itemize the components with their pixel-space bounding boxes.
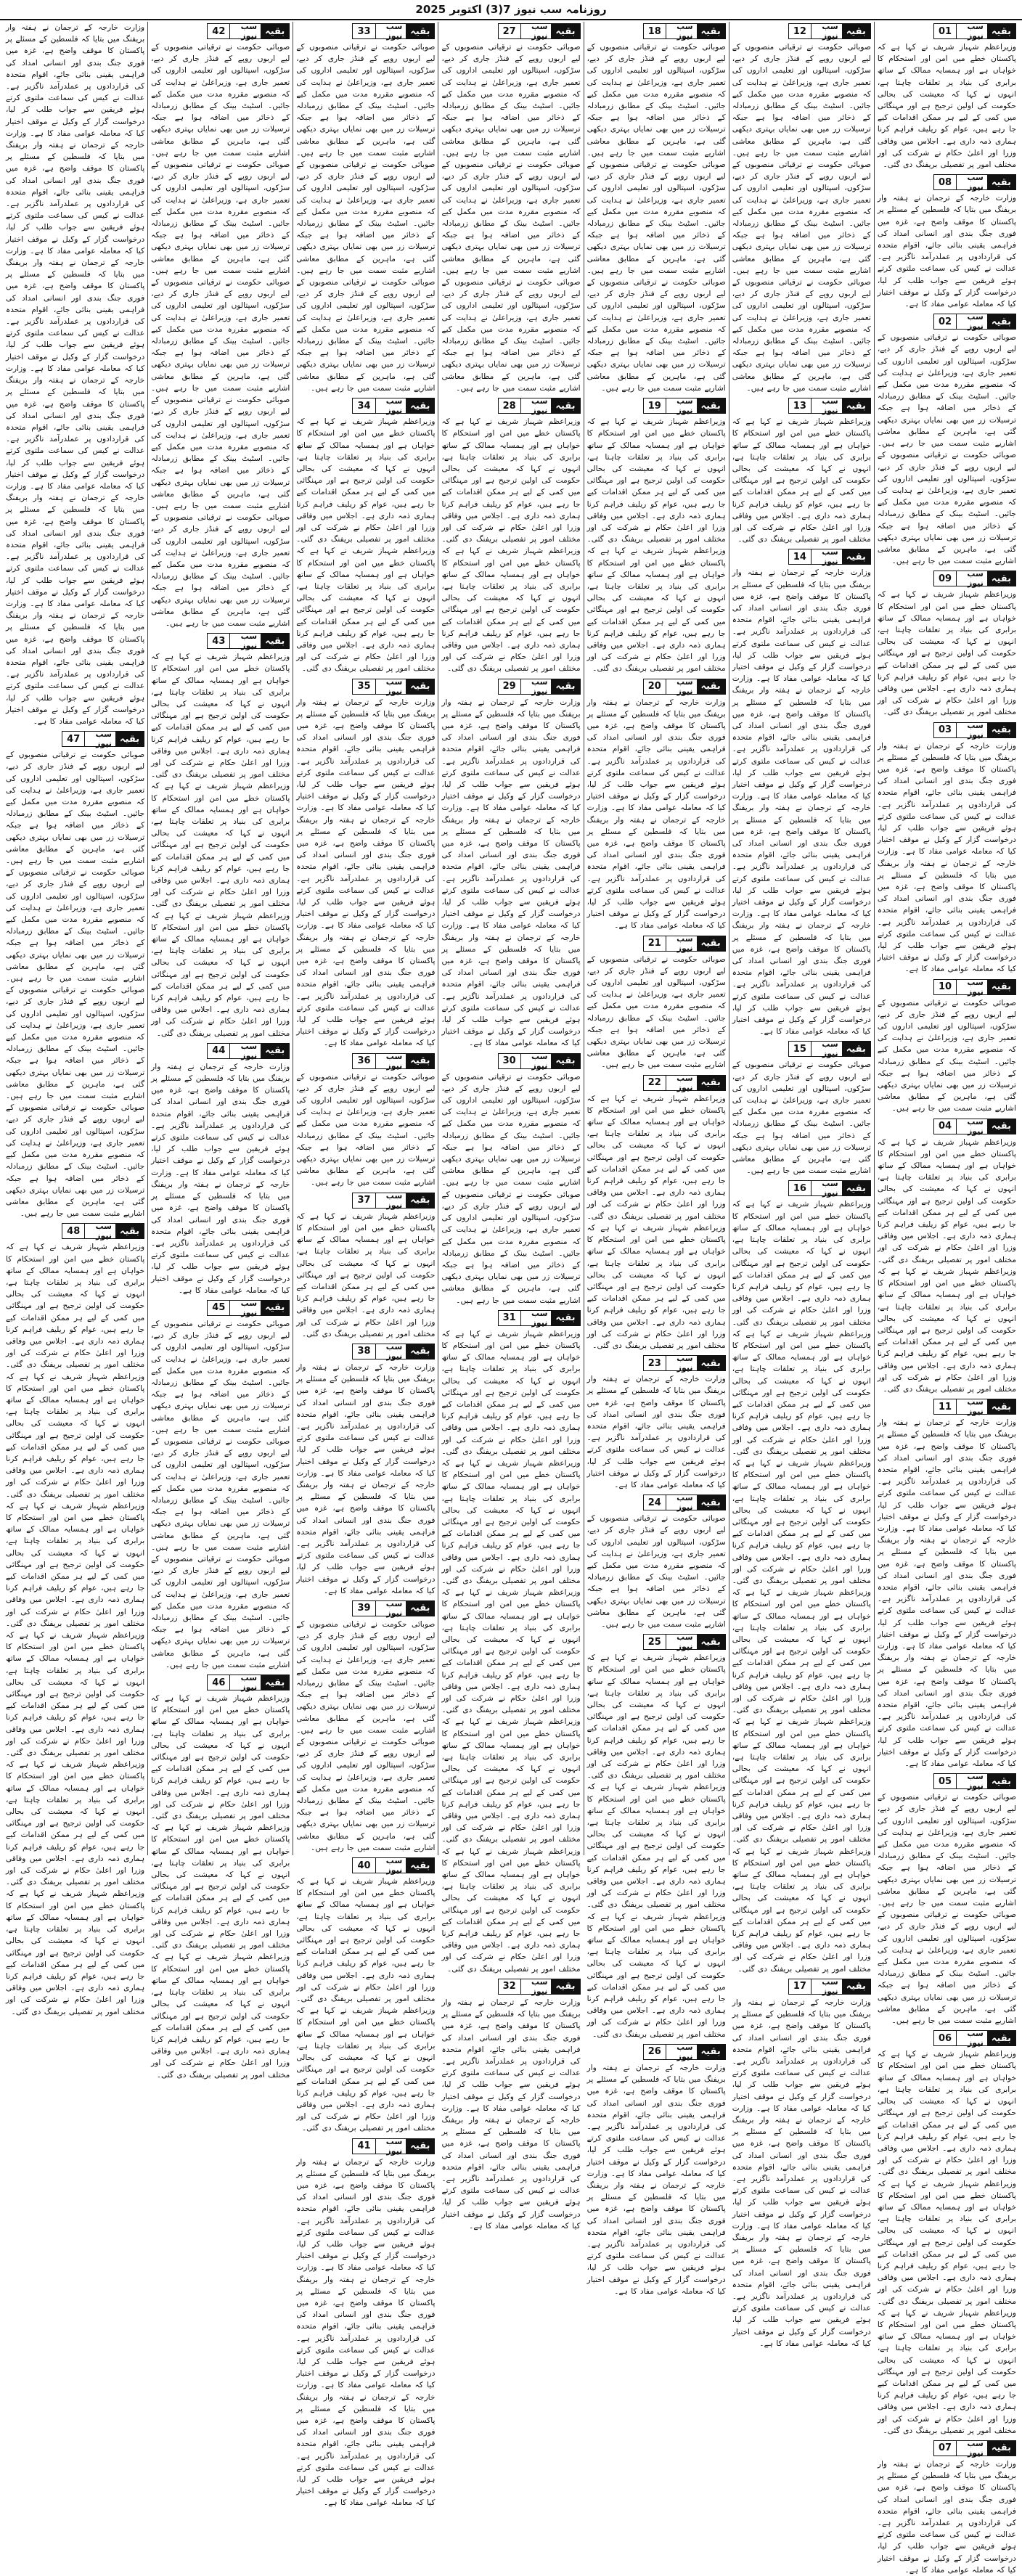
badge-number: 42	[208, 24, 230, 38]
badge-word: بقیہ	[261, 634, 289, 648]
badge-word: بقیہ	[551, 398, 579, 413]
badge-subtitle: سب نیوز	[676, 1354, 693, 1373]
continuation-badge	[788, 23, 871, 39]
continuation-badge	[933, 2030, 1016, 2046]
badge-subtitle: سب نیوز	[967, 1397, 984, 1417]
badge-word: بقیہ	[697, 936, 725, 951]
badge-subtitle: سب نیوز	[95, 1222, 112, 1241]
badge-word: بقیہ	[987, 314, 1015, 329]
badge-number: 33	[353, 24, 375, 38]
badge-number: 38	[353, 1344, 375, 1359]
badge-number: 08	[934, 175, 957, 189]
article-text: وزارت خارجہ کے ترجمان نے ہفتہ وار بریفنگ میں بتایا کہ فلسطین کے مسئلے پر پاکستان کا موقف واضح ہے، غزہ میں فوری جنگ بندی اور انسانی امداد کی فراہمی یقینی بنائی جائے، اقوام متحدہ کی قراردادوں پر عملدرآمد ناگزیر ہے۔ عدالت نے کیس کی سماعت ملتوی کرتے ہوئے فریقین سے جواب طلب کر لیا، درخواست گزار کے وکیل نے موقف اختیار کیا کہ معاملہ عوامی مفاد کا ہے۔	[877, 2459, 1016, 2575]
badge-word: بقیہ	[261, 1301, 289, 1315]
badge-word: بقیہ	[697, 679, 725, 694]
badge-subtitle: سب نیوز	[967, 1772, 984, 1791]
badge-number: 18	[644, 24, 666, 38]
continuation-block	[878, 2029, 1016, 2437]
continuation-badge	[643, 1493, 726, 1513]
continuation-block	[441, 22, 580, 394]
badge-subtitle: سب نیوز	[240, 631, 258, 651]
article-text: صوبائی حکومت نے ترقیاتی منصوبوں کے لیے اربوں روپے کے فنڈز جاری کر دیے، سڑکوں، اسپتالوں اور تعلیمی اداروں کی تعمیر جاری ہے، وزیراعلیٰ نے ہدایت کی کہ منصوبے مقررہ مدت میں مکمل کیے جائیں۔ اسٹیٹ بینک کے مطابق زرمبادلہ کے ذخائر میں اضافہ ہوا ہے جبکہ ترسیلات زر میں بھی نمایاں بہتری دیکھی گئی ہے، ماہرین کے مطابق معاشی اشاریے مثبت سمت میں جا رہے ہیں۔ صوبائی حکومت نے ترقیاتی منصوبوں کے لیے اربوں روپے کے فنڈز جاری کر دیے، سڑکوں، اسپتالوں اور تعلیمی اداروں کی تعمیر جاری ہے، وزیراعلیٰ نے ہدایت کی کہ منصوبے مقررہ مدت میں مکمل کیے جائیں۔ اسٹیٹ بینک کے مطابق زرمبادلہ کے ذخائر میں اضافہ ہوا ہے جبکہ ترسیلات زر میں بھی نمایاں بہتری دیکھی گئی ہے، ماہرین کے مطابق معاشی اشاریے مثبت سمت میں جا رہے ہیں۔	[441, 1072, 581, 1305]
badge-word: بقیہ	[842, 1181, 870, 1195]
continuation-block	[587, 1354, 726, 1491]
continuation-badge	[352, 1190, 435, 1210]
badge-word: بقیہ	[987, 175, 1015, 189]
badge-number: 07	[934, 2441, 957, 2456]
badge-number: 34	[353, 398, 375, 413]
continuation-block	[6, 1222, 144, 2017]
badge-number: 01	[934, 24, 957, 38]
article-text: صوبائی حکومت نے ترقیاتی منصوبوں کے لیے اربوں روپے کے فنڈز جاری کر دیے، سڑکوں، اسپتالوں اور تعلیمی اداروں کی تعمیر جاری ہے، وزیراعلیٰ نے ہدایت کی کہ منصوبے مقررہ مدت میں مکمل کیے جائیں۔ اسٹیٹ بینک کے مطابق زرمبادلہ کے ذخائر میں اضافہ ہوا ہے جبکہ ترسیلات زر میں بھی نمایاں بہتری دیکھی گئی ہے، ماہرین کے مطابق معاشی اشاریے مثبت سمت میں جا رہے ہیں۔ صوبائی حکومت نے ترقیاتی منصوبوں کے لیے اربوں روپے کے فنڈز جاری کر دیے، سڑکوں، اسپتالوں اور تعلیمی اداروں کی تعمیر جاری ہے، وزیراعلیٰ نے ہدایت کی کہ منصوبے مقررہ مدت میں مکمل کیے جائیں۔ اسٹیٹ بینک کے مطابق زرمبادلہ کے ذخائر میں اضافہ ہوا ہے جبکہ ترسیلات زر میں بھی نمایاں بہتری دیکھی گئی ہے، ماہرین کے مطابق معاشی اشاریے مثبت سمت میں جا رہے ہیں۔ صوبائی حکومت نے ترقیاتی منصوبوں کے لیے اربوں روپے کے فنڈز جاری کر دیے، سڑکوں، اسپتالوں اور تعلیمی اداروں کی تعمیر جاری ہے، وزیراعلیٰ نے ہدایت کی کہ منصوبے مقررہ مدت میں مکمل کیے جائیں۔ اسٹیٹ بینک کے مطابق زرمبادلہ کے ذخائر میں اضافہ ہوا ہے جبکہ ترسیلات زر میں بھی نمایاں بہتری دیکھی گئی ہے، ماہرین کے مطابق معاشی اشاریے مثبت سمت میں جا رہے ہیں۔ صوبائی حکومت نے ترقیاتی منصوبوں کے لیے اربوں روپے کے فنڈز جاری کر دیے، سڑکوں، اسپتالوں اور تعلیمی اداروں کی تعمیر جاری ہے، وزیراعلیٰ نے ہدایت کی کہ منصوبے مقررہ مدت میں مکمل کیے جائیں۔ اسٹیٹ بینک کے مطابق زرمبادلہ کے ذخائر میں اضافہ ہوا ہے جبکہ ترسیلات زر میں بھی نمایاں بہتری دیکھی گئی ہے، ماہرین کے مطابق معاشی اشاریے مثبت سمت میں جا رہے ہیں۔ صوبائی حکومت نے ترقیاتی منصوبوں کے لیے اربوں روپے کے فنڈز جاری کر دیے، سڑکوں، اسپتالوں اور تعلیمی اداروں کی تعمیر جاری ہے، وزیراعلیٰ نے ہدایت کی کہ منصوبے مقررہ مدت میں مکمل کیے جائیں۔ اسٹیٹ بینک کے مطابق زرمبادلہ کے ذخائر میں اضافہ ہوا ہے جبکہ ترسیلات زر میں بھی نمایاں بہتری دیکھی گئی ہے، ماہرین کے مطابق معاشی اشاریے مثبت سمت میں جا رہے ہیں۔	[151, 43, 290, 628]
continuation-block	[732, 1977, 871, 2350]
news-column-3	[584, 22, 729, 2296]
continuation-badge	[498, 676, 581, 696]
badge-subtitle: سب نیوز	[967, 720, 984, 740]
article-text: صوبائی حکومت نے ترقیاتی منصوبوں کے لیے اربوں روپے کے فنڈز جاری کر دیے، سڑکوں، اسپتالوں اور تعلیمی اداروں کی تعمیر جاری ہے، وزیراعلیٰ نے ہدایت کی کہ منصوبے مقررہ مدت میں مکمل کیے جائیں۔ اسٹیٹ بینک کے مطابق زرمبادلہ کے ذخائر میں اضافہ ہوا ہے جبکہ ترسیلات زر میں بھی نمایاں بہتری دیکھی گئی ہے، ماہرین کے مطابق معاشی اشاریے مثبت سمت میں جا رہے ہیں۔ صوبائی حکومت نے ترقیاتی منصوبوں کے لیے اربوں روپے کے فنڈز جاری کر دیے، سڑکوں، اسپتالوں اور تعلیمی اداروں کی تعمیر جاری ہے، وزیراعلیٰ نے ہدایت کی کہ منصوبے مقررہ مدت میں مکمل کیے جائیں۔ اسٹیٹ بینک کے مطابق زرمبادلہ کے ذخائر میں اضافہ ہوا ہے جبکہ ترسیلات زر میں بھی نمایاں بہتری دیکھی گئی ہے، ماہرین کے مطابق معاشی اشاریے مثبت سمت میں جا رہے ہیں۔ صوبائی حکومت نے ترقیاتی منصوبوں کے لیے اربوں روپے کے فنڈز جاری کر دیے، سڑکوں، اسپتالوں اور تعلیمی اداروں کی تعمیر جاری ہے، وزیراعلیٰ نے ہدایت کی کہ منصوبے مقررہ مدت میں مکمل کیے جائیں۔ اسٹیٹ بینک کے مطابق زرمبادلہ کے ذخائر میں اضافہ ہوا ہے جبکہ ترسیلات زر میں بھی نمایاں بہتری دیکھی گئی ہے، ماہرین کے مطابق معاشی اشاریے مثبت سمت میں جا رہے ہیں۔ صوبائی حکومت نے ترقیاتی منصوبوں کے لیے اربوں روپے کے فنڈز جاری کر دیے، سڑکوں، اسپتالوں اور تعلیمی اداروں کی تعمیر جاری ہے، وزیراعلیٰ نے ہدایت کی کہ منصوبے مقررہ مدت میں مکمل کیے جائیں۔ اسٹیٹ بینک کے مطابق زرمبادلہ کے ذخائر میں اضافہ ہوا ہے جبکہ ترسیلات زر میں بھی نمایاں بہتری دیکھی گئی ہے، ماہرین کے مطابق معاشی اشاریے مثبت سمت میں جا رہے ہیں۔	[6, 751, 145, 1219]
article-text: وزارت خارجہ کے ترجمان نے ہفتہ وار بریفنگ میں بتایا کہ فلسطین کے مسئلے پر پاکستان کا موقف واضح ہے، غزہ میں فوری جنگ بندی اور انسانی امداد کی فراہمی یقینی بنائی جائے، اقوام متحدہ کی قراردادوں پر عملدرآمد ناگزیر ہے۔ عدالت نے کیس کی سماعت ملتوی کرتے ہوئے فریقین سے جواب طلب کر لیا، درخواست گزار کے وکیل نے موقف اختیار کیا کہ معاملہ عوامی مفاد کا ہے۔ وزارت خارجہ کے ترجمان نے ہفتہ وار بریفنگ میں بتایا کہ فلسطین کے مسئلے پر پاکستان کا موقف واضح ہے، غزہ میں فوری جنگ بندی اور انسانی امداد کی فراہمی یقینی بنائی جائے، اقوام متحدہ کی قراردادوں پر عملدرآمد ناگزیر ہے۔ عدالت نے کیس کی سماعت ملتوی کرتے ہوئے فریقین سے جواب طلب کر لیا، درخواست گزار کے وکیل نے موقف اختیار کیا کہ معاملہ عوامی مفاد کا ہے۔ وزارت خارجہ کے ترجمان نے ہفتہ وار بریفنگ میں بتایا کہ فلسطین کے مسئلے پر پاکستان کا موقف واضح ہے، غزہ میں فوری جنگ بندی اور انسانی امداد کی فراہمی یقینی بنائی جائے، اقوام متحدہ کی قراردادوں پر عملدرآمد ناگزیر ہے۔ عدالت نے کیس کی سماعت ملتوی کرتے ہوئے فریقین سے جواب طلب کر لیا، درخواست گزار کے وکیل نے موقف اختیار کیا کہ معاملہ عوامی مفاد کا ہے۔	[296, 2157, 436, 2508]
badge-subtitle: سب نیوز	[967, 173, 984, 192]
continuation-badge	[498, 1310, 581, 1326]
article-text: وزارت خارجہ کے ترجمان نے ہفتہ وار بریفنگ میں بتایا کہ فلسطین کے مسئلے پر پاکستان کا موقف واضح ہے، غزہ میں فوری جنگ بندی اور انسانی امداد کی فراہمی یقینی بنائی جائے، اقوام متحدہ کی قراردادوں پر عملدرآمد ناگزیر ہے۔ عدالت نے کیس کی سماعت ملتوی کرتے ہوئے فریقین سے جواب طلب کر لیا، درخواست گزار کے وکیل نے موقف اختیار کیا کہ معاملہ عوامی مفاد کا ہے۔ وزارت خارجہ کے ترجمان نے ہفتہ وار بریفنگ میں بتایا کہ فلسطین کے مسئلے پر پاکستان کا موقف واضح ہے، غزہ میں فوری جنگ بندی اور انسانی امداد کی فراہمی یقینی بنائی جائے، اقوام متحدہ کی قراردادوں پر عملدرآمد ناگزیر ہے۔ عدالت نے کیس کی سماعت ملتوی کرتے ہوئے فریقین سے جواب طلب کر لیا، درخواست گزار کے وکیل نے موقف اختیار کیا کہ معاملہ عوامی مفاد کا ہے۔ وزارت خارجہ کے ترجمان نے ہفتہ وار بریفنگ میں بتایا کہ فلسطین کے مسئلے پر پاکستان کا موقف واضح ہے، غزہ میں فوری جنگ بندی اور انسانی امداد کی فراہمی یقینی بنائی جائے، اقوام متحدہ کی قراردادوں پر عملدرآمد ناگزیر ہے۔ عدالت نے کیس کی سماعت ملتوی کرتے ہوئے فریقین سے جواب طلب کر لیا، درخواست گزار کے وکیل نے موقف اختیار کیا کہ معاملہ عوامی مفاد کا ہے۔	[441, 698, 581, 1048]
continuation-badge	[643, 676, 726, 696]
badge-subtitle: سب نیوز	[676, 396, 693, 416]
continuation-block	[587, 22, 726, 394]
continuation-badge	[933, 23, 1016, 39]
badge-word: بقیہ	[987, 1774, 1015, 1788]
badge-subtitle: سب نیوز	[676, 22, 693, 41]
badge-number: 27	[499, 24, 521, 38]
continuation-badge	[352, 676, 435, 696]
badge-word: بقیہ	[406, 1054, 434, 1068]
article-text: صوبائی حکومت نے ترقیاتی منصوبوں کے لیے اربوں روپے کے فنڈز جاری کر دیے، سڑکوں، اسپتالوں اور تعلیمی اداروں کی تعمیر جاری ہے، وزیراعلیٰ نے ہدایت کی کہ منصوبے مقررہ مدت میں مکمل کیے جائیں۔ اسٹیٹ بینک کے مطابق زرمبادلہ کے ذخائر میں اضافہ ہوا ہے جبکہ ترسیلات زر میں بھی نمایاں بہتری دیکھی گئی ہے، ماہرین کے مطابق معاشی اشاریے مثبت سمت میں جا رہے ہیں۔ صوبائی حکومت نے ترقیاتی منصوبوں کے لیے اربوں روپے کے فنڈز جاری کر دیے، سڑکوں، اسپتالوں اور تعلیمی اداروں کی تعمیر جاری ہے، وزیراعلیٰ نے ہدایت کی کہ منصوبے مقررہ مدت میں مکمل کیے جائیں۔ اسٹیٹ بینک کے مطابق زرمبادلہ کے ذخائر میں اضافہ ہوا ہے جبکہ ترسیلات زر میں بھی نمایاں بہتری دیکھی گئی ہے، ماہرین کے مطابق معاشی اشاریے مثبت سمت میں جا رہے ہیں۔	[877, 1793, 1016, 2026]
continuation-block	[296, 1856, 435, 2134]
article-text: صوبائی حکومت نے ترقیاتی منصوبوں کے لیے اربوں روپے کے فنڈز جاری کر دیے، سڑکوں، اسپتالوں اور تعلیمی اداروں کی تعمیر جاری ہے، وزیراعلیٰ نے ہدایت کی کہ منصوبے مقررہ مدت میں مکمل کیے جائیں۔ اسٹیٹ بینک کے مطابق زرمبادلہ کے ذخائر میں اضافہ ہوا ہے جبکہ ترسیلات زر میں بھی نمایاں بہتری دیکھی گئی ہے، ماہرین کے مطابق معاشی اشاریے مثبت سمت میں جا رہے ہیں۔ صوبائی حکومت نے ترقیاتی منصوبوں کے لیے اربوں روپے کے فنڈز جاری کر دیے، سڑکوں، اسپتالوں اور تعلیمی اداروں کی تعمیر جاری ہے، وزیراعلیٰ نے ہدایت کی کہ منصوبے مقررہ مدت میں مکمل کیے جائیں۔ اسٹیٹ بینک کے مطابق زرمبادلہ کے ذخائر میں اضافہ ہوا ہے جبکہ ترسیلات زر میں بھی نمایاں بہتری دیکھی گئی ہے، ماہرین کے مطابق معاشی اشاریے مثبت سمت میں جا رہے ہیں۔ صوبائی حکومت نے ترقیاتی منصوبوں کے لیے اربوں روپے کے فنڈز جاری کر دیے، سڑکوں، اسپتالوں اور تعلیمی اداروں کی تعمیر جاری ہے، وزیراعلیٰ نے ہدایت کی کہ منصوبے مقررہ مدت میں مکمل کیے جائیں۔ اسٹیٹ بینک کے مطابق زرمبادلہ کے ذخائر میں اضافہ ہوا ہے جبکہ ترسیلات زر میں بھی نمایاں بہتری دیکھی گئی ہے، ماہرین کے مطابق معاشی اشاریے مثبت سمت میں جا رہے ہیں۔	[441, 43, 581, 393]
continuation-block	[878, 22, 1016, 171]
article-text: وزیراعظم شہباز شریف نے کہا ہے کہ پاکستان خطے میں امن اور استحکام کا خواہاں ہے اور ہمسایہ ممالک کے ساتھ برابری کی بنیاد پر تعلقات چاہتا ہے، انہوں نے کہا کہ معیشت کی بحالی حکومت کی اولین ترجیح ہے اور مہنگائی میں کمی کے لیے ہر ممکن اقدامات کیے جا رہے ہیں، عوام کو ریلیف فراہم کرنا ہماری ذمہ داری ہے۔ اجلاس میں وفاقی وزرا اور اعلیٰ حکام نے شرکت کی اور مختلف امور پر تفصیلی بریفنگ دی گئی۔ وزیراعظم شہباز شریف نے کہا ہے کہ پاکستان خطے میں امن اور استحکام کا خواہاں ہے اور ہمسایہ ممالک کے ساتھ برابری کی بنیاد پر تعلقات چاہتا ہے، انہوں نے کہا کہ معیشت کی بحالی حکومت کی اولین ترجیح ہے اور مہنگائی میں کمی کے لیے ہر ممکن اقدامات کیے جا رہے ہیں، عوام کو ریلیف فراہم کرنا ہماری ذمہ داری ہے۔ اجلاس میں وفاقی وزرا اور اعلیٰ حکام نے شرکت کی اور مختلف امور پر تفصیلی بریفنگ دی گئی۔	[441, 417, 581, 674]
badge-subtitle: سب نیوز	[385, 396, 403, 416]
continuation-badge	[933, 979, 1016, 995]
badge-number: 39	[353, 1601, 375, 1616]
badge-word: بقیہ	[697, 1356, 725, 1370]
badge-number: 03	[934, 723, 957, 737]
badge-subtitle: سب نیوز	[240, 22, 258, 41]
badge-word: بقیہ	[987, 24, 1015, 38]
badge-word: بقیہ	[261, 1675, 289, 1690]
news-column-1	[874, 22, 1019, 2575]
article-text: صوبائی حکومت نے ترقیاتی منصوبوں کے لیے اربوں روپے کے فنڈز جاری کر دیے، سڑکوں، اسپتالوں اور تعلیمی اداروں کی تعمیر جاری ہے، وزیراعلیٰ نے ہدایت کی کہ منصوبے مقررہ مدت میں مکمل کیے جائیں۔ اسٹیٹ بینک کے مطابق زرمبادلہ کے ذخائر میں اضافہ ہوا ہے جبکہ ترسیلات زر میں بھی نمایاں بہتری دیکھی گئی ہے، ماہرین کے مطابق معاشی اشاریے مثبت سمت میں جا رہے ہیں۔ صوبائی حکومت نے ترقیاتی منصوبوں کے لیے اربوں روپے کے فنڈز جاری کر دیے، سڑکوں، اسپتالوں اور تعلیمی اداروں کی تعمیر جاری ہے، وزیراعلیٰ نے ہدایت کی کہ منصوبے مقررہ مدت میں مکمل کیے جائیں۔ اسٹیٹ بینک کے مطابق زرمبادلہ کے ذخائر میں اضافہ ہوا ہے جبکہ ترسیلات زر میں بھی نمایاں بہتری دیکھی گئی ہے، ماہرین کے مطابق معاشی اشاریے مثبت سمت میں جا رہے ہیں۔ صوبائی حکومت نے ترقیاتی منصوبوں کے لیے اربوں روپے کے فنڈز جاری کر دیے، سڑکوں، اسپتالوں اور تعلیمی اداروں کی تعمیر جاری ہے، وزیراعلیٰ نے ہدایت کی کہ منصوبے مقررہ مدت میں مکمل کیے جائیں۔ اسٹیٹ بینک کے مطابق زرمبادلہ کے ذخائر میں اضافہ ہوا ہے جبکہ ترسیلات زر میں بھی نمایاں بہتری دیکھی گئی ہے، ماہرین کے مطابق معاشی اشاریے مثبت سمت میں جا رہے ہیں۔	[296, 43, 436, 393]
continuation-block	[878, 2439, 1016, 2576]
badge-number: 47	[62, 732, 85, 746]
badge-number: 32	[499, 1979, 521, 1994]
article-text: صوبائی حکومت نے ترقیاتی منصوبوں کے لیے اربوں روپے کے فنڈز جاری کر دیے، سڑکوں، اسپتالوں اور تعلیمی اداروں کی تعمیر جاری ہے، وزیراعلیٰ نے ہدایت کی کہ منصوبے مقررہ مدت میں مکمل کیے جائیں۔ اسٹیٹ بینک کے مطابق زرمبادلہ کے ذخائر میں اضافہ ہوا ہے جبکہ ترسیلات زر میں بھی نمایاں بہتری دیکھی گئی ہے، ماہرین کے مطابق معاشی اشاریے مثبت سمت میں جا رہے ہیں۔ صوبائی حکومت نے ترقیاتی منصوبوں کے لیے اربوں روپے کے فنڈز جاری کر دیے، سڑکوں، اسپتالوں اور تعلیمی اداروں کی تعمیر جاری ہے، وزیراعلیٰ نے ہدایت کی کہ منصوبے مقررہ مدت میں مکمل کیے جائیں۔ اسٹیٹ بینک کے مطابق زرمبادلہ کے ذخائر میں اضافہ ہوا ہے جبکہ ترسیلات زر میں بھی نمایاں بہتری دیکھی گئی ہے، ماہرین کے مطابق معاشی اشاریے مثبت سمت میں جا رہے ہیں۔ صوبائی حکومت نے ترقیاتی منصوبوں کے لیے اربوں روپے کے فنڈز جاری کر دیے، سڑکوں، اسپتالوں اور تعلیمی اداروں کی تعمیر جاری ہے، وزیراعلیٰ نے ہدایت کی کہ منصوبے مقررہ مدت میں مکمل کیے جائیں۔ اسٹیٹ بینک کے مطابق زرمبادلہ کے ذخائر میں اضافہ ہوا ہے جبکہ ترسیلات زر میں بھی نمایاں بہتری دیکھی گئی ہے، ماہرین کے مطابق معاشی اشاریے مثبت سمت میں جا رہے ہیں۔	[732, 43, 871, 393]
continuation-block	[587, 677, 726, 932]
article-text: وزیراعظم شہباز شریف نے کہا ہے کہ پاکستان خطے میں امن اور استحکام کا خواہاں ہے اور ہمسایہ ممالک کے ساتھ برابری کی بنیاد پر تعلقات چاہتا ہے، انہوں نے کہا کہ معیشت کی بحالی حکومت کی اولین ترجیح ہے اور مہنگائی میں کمی کے لیے ہر ممکن اقدامات کیے جا رہے ہیں، عوام کو ریلیف فراہم کرنا ہماری ذمہ داری ہے۔ اجلاس میں وفاقی وزرا اور اعلیٰ حکام نے شرکت کی اور مختلف امور پر تفصیلی بریفنگ دی گئی۔ وزیراعظم شہباز شریف نے کہا ہے کہ پاکستان خطے میں امن اور استحکام کا خواہاں ہے اور ہمسایہ ممالک کے ساتھ برابری کی بنیاد پر تعلقات چاہتا ہے، انہوں نے کہا کہ معیشت کی بحالی حکومت کی اولین ترجیح ہے اور مہنگائی میں کمی کے لیے ہر ممکن اقدامات کیے جا رہے ہیں، عوام کو ریلیف فراہم کرنا ہماری ذمہ داری ہے۔ اجلاس میں وفاقی وزرا اور اعلیٰ حکام نے شرکت کی اور مختلف امور پر تفصیلی بریفنگ دی گئی۔ وزیراعظم شہباز شریف نے کہا ہے کہ پاکستان خطے میں امن اور استحکام کا خواہاں ہے اور ہمسایہ ممالک کے ساتھ برابری کی بنیاد پر تعلقات چاہتا ہے، انہوں نے کہا کہ معیشت کی بحالی حکومت کی اولین ترجیح ہے اور مہنگائی میں کمی کے لیے ہر ممکن اقدامات کیے جا رہے ہیں، عوام کو ریلیف فراہم کرنا ہماری ذمہ داری ہے۔ اجلاس میں وفاقی وزرا اور اعلیٰ حکام نے شرکت کی اور مختلف امور پر تفصیلی بریفنگ دی گئی۔	[151, 1694, 290, 2080]
continuation-badge	[643, 933, 726, 953]
continuation-badge	[207, 1043, 290, 1059]
continuation-block	[587, 1632, 726, 2040]
badge-word: بقیہ	[551, 1054, 579, 1068]
badge-subtitle: سب نیوز	[531, 1308, 548, 1328]
continuation-block	[441, 1052, 580, 1307]
article-text: وزیراعظم شہباز شریف نے کہا ہے کہ پاکستان خطے میں امن اور استحکام کا خواہاں ہے اور ہمسایہ ممالک کے ساتھ برابری کی بنیاد پر تعلقات چاہتا ہے، انہوں نے کہا کہ معیشت کی بحالی حکومت کی اولین ترجیح ہے اور مہنگائی میں کمی کے لیے ہر ممکن اقدامات کیے جا رہے ہیں، عوام کو ریلیف فراہم کرنا ہماری ذمہ داری ہے۔ اجلاس میں وفاقی وزرا اور اعلیٰ حکام نے شرکت کی اور مختلف امور پر تفصیلی بریفنگ دی گئی۔	[877, 43, 1016, 170]
article-text: وزارت خارجہ کے ترجمان نے ہفتہ وار بریفنگ میں بتایا کہ فلسطین کے مسئلے پر پاکستان کا موقف واضح ہے، غزہ میں فوری جنگ بندی اور انسانی امداد کی فراہمی یقینی بنائی جائے، اقوام متحدہ کی قراردادوں پر عملدرآمد ناگزیر ہے۔ عدالت نے کیس کی سماعت ملتوی کرتے ہوئے فریقین سے جواب طلب کر لیا، درخواست گزار کے وکیل نے موقف اختیار کیا کہ معاملہ عوامی مفاد کا ہے۔ وزارت خارجہ کے ترجمان نے ہفتہ وار بریفنگ میں بتایا کہ فلسطین کے مسئلے پر پاکستان کا موقف واضح ہے، غزہ میں فوری جنگ بندی اور انسانی امداد کی فراہمی یقینی بنائی جائے، اقوام متحدہ کی قراردادوں پر عملدرآمد ناگزیر ہے۔ عدالت نے کیس کی سماعت ملتوی کرتے ہوئے فریقین سے جواب طلب کر لیا، درخواست گزار کے وکیل نے موقف اختیار کیا کہ معاملہ عوامی مفاد کا ہے۔ وزارت خارجہ کے ترجمان نے ہفتہ وار بریفنگ میں بتایا کہ فلسطین کے مسئلے پر پاکستان کا موقف واضح ہے، غزہ میں فوری جنگ بندی اور انسانی امداد کی فراہمی یقینی بنائی جائے، اقوام متحدہ کی قراردادوں پر عملدرآمد ناگزیر ہے۔ عدالت نے کیس کی سماعت ملتوی کرتے ہوئے فریقین سے جواب طلب کر لیا، درخواست گزار کے وکیل نے موقف اختیار کیا کہ معاملہ عوامی مفاد کا ہے۔	[877, 1418, 1016, 1769]
badge-subtitle: سب نیوز	[385, 1190, 403, 1210]
continuation-badge	[352, 1600, 435, 1616]
continuation-badge	[498, 23, 581, 39]
continuation-block	[587, 396, 726, 674]
badge-number: 23	[644, 1356, 666, 1370]
continuation-block	[296, 1052, 435, 1189]
continuation-badge	[207, 23, 290, 39]
badge-word: بقیہ	[987, 2441, 1015, 2456]
badge-subtitle: سب نیوز	[967, 569, 984, 589]
badge-number: 12	[789, 24, 812, 38]
badge-subtitle: سب نیوز	[240, 1298, 258, 1317]
continuation-block	[151, 1673, 290, 2081]
continuation-block	[296, 677, 435, 1050]
badge-number: 16	[789, 1181, 812, 1195]
continuation-block	[151, 1299, 290, 1671]
continuation-block	[441, 396, 580, 674]
article-text: وزارت خارجہ کے ترجمان نے ہفتہ وار بریفنگ میں بتایا کہ فلسطین کے مسئلے پر پاکستان کا موقف واضح ہے، غزہ میں فوری جنگ بندی اور انسانی امداد کی فراہمی یقینی بنائی جائے، اقوام متحدہ کی قراردادوں پر عملدرآمد ناگزیر ہے۔ عدالت نے کیس کی سماعت ملتوی کرتے ہوئے فریقین سے جواب طلب کر لیا، درخواست گزار کے وکیل نے موقف اختیار کیا کہ معاملہ عوامی مفاد کا ہے۔	[877, 194, 1016, 309]
article-text: وزیراعظم شہباز شریف نے کہا ہے کہ پاکستان خطے میں امن اور استحکام کا خواہاں ہے اور ہمسایہ ممالک کے ساتھ برابری کی بنیاد پر تعلقات چاہتا ہے، انہوں نے کہا کہ معیشت کی بحالی حکومت کی اولین ترجیح ہے اور مہنگائی میں کمی کے لیے ہر ممکن اقدامات کیے جا رہے ہیں، عوام کو ریلیف فراہم کرنا ہماری ذمہ داری ہے۔ اجلاس میں وفاقی وزرا اور اعلیٰ حکام نے شرکت کی اور مختلف امور پر تفصیلی بریفنگ دی گئی۔ وزیراعظم شہباز شریف نے کہا ہے کہ پاکستان خطے میں امن اور استحکام کا خواہاں ہے اور ہمسایہ ممالک کے ساتھ برابری کی بنیاد پر تعلقات چاہتا ہے، انہوں نے کہا کہ معیشت کی بحالی حکومت کی اولین ترجیح ہے اور مہنگائی میں کمی کے لیے ہر ممکن اقدامات کیے جا رہے ہیں، عوام کو ریلیف فراہم کرنا ہماری ذمہ داری ہے۔ اجلاس میں وفاقی وزرا اور اعلیٰ حکام نے شرکت کی اور مختلف امور پر تفصیلی بریفنگ دی گئی۔	[296, 1877, 436, 2133]
article-text: صوبائی حکومت نے ترقیاتی منصوبوں کے لیے اربوں روپے کے فنڈز جاری کر دیے، سڑکوں، اسپتالوں اور تعلیمی اداروں کی تعمیر جاری ہے، وزیراعلیٰ نے ہدایت کی کہ منصوبے مقررہ مدت میں مکمل کیے جائیں۔ اسٹیٹ بینک کے مطابق زرمبادلہ کے ذخائر میں اضافہ ہوا ہے جبکہ ترسیلات زر میں بھی نمایاں بہتری دیکھی گئی ہے، ماہرین کے مطابق معاشی اشاریے مثبت سمت میں جا رہے ہیں۔	[877, 998, 1016, 1113]
article-text: وزیراعظم شہباز شریف نے کہا ہے کہ پاکستان خطے میں امن اور استحکام کا خواہاں ہے اور ہمسایہ ممالک کے ساتھ برابری کی بنیاد پر تعلقات چاہتا ہے، انہوں نے کہا کہ معیشت کی بحالی حکومت کی اولین ترجیح ہے اور مہنگائی میں کمی کے لیے ہر ممکن اقدامات کیے جا رہے ہیں، عوام کو ریلیف فراہم کرنا ہماری ذمہ داری ہے۔ اجلاس میں وفاقی وزرا اور اعلیٰ حکام نے شرکت کی اور مختلف امور پر تفصیلی بریفنگ دی گئی۔ وزیراعظم شہباز شریف نے کہا ہے کہ پاکستان خطے میں امن اور استحکام کا خواہاں ہے اور ہمسایہ ممالک کے ساتھ برابری کی بنیاد پر تعلقات چاہتا ہے، انہوں نے کہا کہ معیشت کی بحالی حکومت کی اولین ترجیح ہے اور مہنگائی میں کمی کے لیے ہر ممکن اقدامات کیے جا رہے ہیں، عوام کو ریلیف فراہم کرنا ہماری ذمہ داری ہے۔ اجلاس میں وفاقی وزرا اور اعلیٰ حکام نے شرکت کی اور مختلف امور پر تفصیلی بریفنگ دی گئی۔ وزیراعظم شہباز شریف نے کہا ہے کہ پاکستان خطے میں امن اور استحکام کا خواہاں ہے اور ہمسایہ ممالک کے ساتھ برابری کی بنیاد پر تعلقات چاہتا ہے، انہوں نے کہا کہ معیشت کی بحالی حکومت کی اولین ترجیح ہے اور مہنگائی میں کمی کے لیے ہر ممکن اقدامات کیے جا رہے ہیں، عوام کو ریلیف فراہم کرنا ہماری ذمہ داری ہے۔ اجلاس میں وفاقی وزرا اور اعلیٰ حکام نے شرکت کی اور مختلف امور پر تفصیلی بریفنگ دی گئی۔	[877, 2050, 1016, 2435]
article-text: صوبائی حکومت نے ترقیاتی منصوبوں کے لیے اربوں روپے کے فنڈز جاری کر دیے، سڑکوں، اسپتالوں اور تعلیمی اداروں کی تعمیر جاری ہے، وزیراعلیٰ نے ہدایت کی کہ منصوبے مقررہ مدت میں مکمل کیے جائیں۔ اسٹیٹ بینک کے مطابق زرمبادلہ کے ذخائر میں اضافہ ہوا ہے جبکہ ترسیلات زر میں بھی نمایاں بہتری دیکھی گئی ہے، ماہرین کے مطابق معاشی اشاریے مثبت سمت میں جا رہے ہیں۔	[732, 1060, 871, 1176]
article-text: وزیراعظم شہباز شریف نے کہا ہے کہ پاکستان خطے میں امن اور استحکام کا خواہاں ہے اور ہمسایہ ممالک کے ساتھ برابری کی بنیاد پر تعلقات چاہتا ہے، انہوں نے کہا کہ معیشت کی بحالی حکومت کی اولین ترجیح ہے اور مہنگائی میں کمی کے لیے ہر ممکن اقدامات کیے جا رہے ہیں، عوام کو ریلیف فراہم کرنا ہماری ذمہ داری ہے۔ اجلاس میں وفاقی وزرا اور اعلیٰ حکام نے شرکت کی اور مختلف امور پر تفصیلی بریفنگ دی گئی۔ وزیراعظم شہباز شریف نے کہا ہے کہ پاکستان خطے میں امن اور استحکام کا خواہاں ہے اور ہمسایہ ممالک کے ساتھ برابری کی بنیاد پر تعلقات چاہتا ہے، انہوں نے کہا کہ معیشت کی بحالی حکومت کی اولین ترجیح ہے اور مہنگائی میں کمی کے لیے ہر ممکن اقدامات کیے جا رہے ہیں، عوام کو ریلیف فراہم کرنا ہماری ذمہ داری ہے۔ اجلاس میں وفاقی وزرا اور اعلیٰ حکام نے شرکت کی اور مختلف امور پر تفصیلی بریفنگ دی گئی۔ وزیراعظم شہباز شریف نے کہا ہے کہ پاکستان خطے میں امن اور استحکام کا خواہاں ہے اور ہمسایہ ممالک کے ساتھ برابری کی بنیاد پر تعلقات چاہتا ہے، انہوں نے کہا کہ معیشت کی بحالی حکومت کی اولین ترجیح ہے اور مہنگائی میں کمی کے لیے ہر ممکن اقدامات کیے جا رہے ہیں، عوام کو ریلیف فراہم کرنا ہماری ذمہ داری ہے۔ اجلاس میں وفاقی وزرا اور اعلیٰ حکام نے شرکت کی اور مختلف امور پر تفصیلی بریفنگ دی گئی۔	[586, 1653, 726, 2039]
badge-word: بقیہ	[406, 1344, 434, 1359]
badge-number: 36	[353, 1054, 375, 1068]
badge-number: 02	[934, 314, 957, 329]
continuation-badge	[933, 1116, 1016, 1136]
badge-subtitle: سب نیوز	[385, 1341, 403, 1361]
badge-word: بقیہ	[406, 679, 434, 694]
badge-number: 30	[499, 1054, 521, 1068]
article-text: وزارت خارجہ کے ترجمان نے ہفتہ وار بریفنگ میں بتایا کہ فلسطین کے مسئلے پر پاکستان کا موقف واضح ہے، غزہ میں فوری جنگ بندی اور انسانی امداد کی فراہمی یقینی بنائی جائے، اقوام متحدہ کی قراردادوں پر عملدرآمد ناگزیر ہے۔ عدالت نے کیس کی سماعت ملتوی کرتے ہوئے فریقین سے جواب طلب کر لیا، درخواست گزار کے وکیل نے موقف اختیار کیا کہ معاملہ عوامی مفاد کا ہے۔ وزارت خارجہ کے ترجمان نے ہفتہ وار بریفنگ میں بتایا کہ فلسطین کے مسئلے پر پاکستان کا موقف واضح ہے، غزہ میں فوری جنگ بندی اور انسانی امداد کی فراہمی یقینی بنائی جائے، اقوام متحدہ کی قراردادوں پر عملدرآمد ناگزیر ہے۔ عدالت نے کیس کی سماعت ملتوی کرتے ہوئے فریقین سے جواب طلب کر لیا، درخواست گزار کے وکیل نے موقف اختیار کیا کہ معاملہ عوامی مفاد کا ہے۔	[296, 1362, 436, 1595]
badge-number: 37	[353, 1193, 375, 1208]
badge-word: بقیہ	[697, 398, 725, 413]
article-text: وزارت خارجہ کے ترجمان نے ہفتہ وار بریفنگ میں بتایا کہ فلسطین کے مسئلے پر پاکستان کا موقف واضح ہے، غزہ میں فوری جنگ بندی اور انسانی امداد کی فراہمی یقینی بنائی جائے، اقوام متحدہ کی قراردادوں پر عملدرآمد ناگزیر ہے۔ عدالت نے کیس کی سماعت ملتوی کرتے ہوئے فریقین سے جواب طلب کر لیا، درخواست گزار کے وکیل نے موقف اختیار کیا کہ معاملہ عوامی مفاد کا ہے۔ وزارت خارجہ کے ترجمان نے ہفتہ وار بریفنگ میں بتایا کہ فلسطین کے مسئلے پر پاکستان کا موقف واضح ہے، غزہ میں فوری جنگ بندی اور انسانی امداد کی فراہمی یقینی بنائی جائے، اقوام متحدہ کی قراردادوں پر عملدرآمد ناگزیر ہے۔ عدالت نے کیس کی سماعت ملتوی کرتے ہوئے فریقین سے جواب طلب کر لیا، درخواست گزار کے وکیل نے موقف اختیار کیا کہ معاملہ عوامی مفاد کا ہے۔	[877, 741, 1016, 974]
continuation-badge	[498, 1053, 581, 1069]
continuation-badge	[352, 1341, 435, 1361]
badge-number: 13	[789, 398, 812, 413]
badge-number: 04	[934, 1119, 957, 1134]
badge-word: بقیہ	[987, 2031, 1015, 2045]
continuation-block	[296, 2137, 435, 2509]
article-text: وزارت خارجہ کے ترجمان نے ہفتہ وار بریفنگ میں بتایا کہ فلسطین کے مسئلے پر پاکستان کا موقف واضح ہے، غزہ میں فوری جنگ بندی اور انسانی امداد کی فراہمی یقینی بنائی جائے، اقوام متحدہ کی قراردادوں پر عملدرآمد ناگزیر ہے۔ عدالت نے کیس کی سماعت ملتوی کرتے ہوئے فریقین سے جواب طلب کر لیا، درخواست گزار کے وکیل نے موقف اختیار کیا کہ معاملہ عوامی مفاد کا ہے۔ وزارت خارجہ کے ترجمان نے ہفتہ وار بریفنگ میں بتایا کہ فلسطین کے مسئلے پر پاکستان کا موقف واضح ہے، غزہ میں فوری جنگ بندی اور انسانی امداد کی فراہمی یقینی بنائی جائے، اقوام متحدہ کی قراردادوں پر عملدرآمد ناگزیر ہے۔ عدالت نے کیس کی سماعت ملتوی کرتے ہوئے فریقین سے جواب طلب کر لیا، درخواست گزار کے وکیل نے موقف اختیار کیا کہ معاملہ عوامی مفاد کا ہے۔	[586, 698, 726, 931]
continuation-block	[878, 1117, 1016, 1395]
continuation-block	[296, 1191, 435, 1340]
continuation-badge	[207, 633, 290, 649]
article-text: صوبائی حکومت نے ترقیاتی منصوبوں کے لیے اربوں روپے کے فنڈز جاری کر دیے، سڑکوں، اسپتالوں اور تعلیمی اداروں کی تعمیر جاری ہے، وزیراعلیٰ نے ہدایت کی کہ منصوبے مقررہ مدت میں مکمل کیے جائیں۔ اسٹیٹ بینک کے مطابق زرمبادلہ کے ذخائر میں اضافہ ہوا ہے جبکہ ترسیلات زر میں بھی نمایاں بہتری دیکھی گئی ہے، ماہرین کے مطابق معاشی اشاریے مثبت سمت میں جا رہے ہیں۔ صوبائی حکومت نے ترقیاتی منصوبوں کے لیے اربوں روپے کے فنڈز جاری کر دیے، سڑکوں، اسپتالوں اور تعلیمی اداروں کی تعمیر جاری ہے، وزیراعلیٰ نے ہدایت کی کہ منصوبے مقررہ مدت میں مکمل کیے جائیں۔ اسٹیٹ بینک کے مطابق زرمبادلہ کے ذخائر میں اضافہ ہوا ہے جبکہ ترسیلات زر میں بھی نمایاں بہتری دیکھی گئی ہے، ماہرین کے مطابق معاشی اشاریے مثبت سمت میں جا رہے ہیں۔ صوبائی حکومت نے ترقیاتی منصوبوں کے لیے اربوں روپے کے فنڈز جاری کر دیے، سڑکوں، اسپتالوں اور تعلیمی اداروں کی تعمیر جاری ہے، وزیراعلیٰ نے ہدایت کی کہ منصوبے مقررہ مدت میں مکمل کیے جائیں۔ اسٹیٹ بینک کے مطابق زرمبادلہ کے ذخائر میں اضافہ ہوا ہے جبکہ ترسیلات زر میں بھی نمایاں بہتری دیکھی گئی ہے، ماہرین کے مطابق معاشی اشاریے مثبت سمت میں جا رہے ہیں۔	[586, 43, 726, 393]
continuation-badge	[352, 2138, 435, 2154]
continuation-badge	[352, 23, 435, 39]
badge-number: 24	[644, 1495, 666, 1510]
continuation-badge	[352, 1856, 435, 1876]
badge-subtitle: سب نیوز	[822, 1039, 838, 1059]
article-text: وزیراعظم شہباز شریف نے کہا ہے کہ پاکستان خطے میں امن اور استحکام کا خواہاں ہے اور ہمسایہ ممالک کے ساتھ برابری کی بنیاد پر تعلقات چاہتا ہے، انہوں نے کہا کہ معیشت کی بحالی حکومت کی اولین ترجیح ہے اور مہنگائی میں کمی کے لیے ہر ممکن اقدامات کیے جا رہے ہیں، عوام کو ریلیف فراہم کرنا ہماری ذمہ داری ہے۔ اجلاس میں وفاقی وزرا اور اعلیٰ حکام نے شرکت کی اور مختلف امور پر تفصیلی بریفنگ دی گئی۔	[732, 417, 871, 544]
badge-word: بقیہ	[406, 1601, 434, 1616]
badge-number: 05	[934, 1774, 957, 1788]
badge-number: 35	[353, 679, 375, 694]
badge-subtitle: سب نیوز	[385, 1598, 403, 1618]
badge-word: بقیہ	[697, 1635, 725, 1649]
continuation-block	[878, 173, 1016, 310]
continuation-block	[878, 978, 1016, 1115]
continuation-block	[732, 396, 871, 545]
continuation-block	[151, 1042, 290, 1296]
article-text: وزیراعظم شہباز شریف نے کہا ہے کہ پاکستان خطے میں امن اور استحکام کا خواہاں ہے اور ہمسایہ ممالک کے ساتھ برابری کی بنیاد پر تعلقات چاہتا ہے، انہوں نے کہا کہ معیشت کی بحالی حکومت کی اولین ترجیح ہے اور مہنگائی میں کمی کے لیے ہر ممکن اقدامات کیے جا رہے ہیں، عوام کو ریلیف فراہم کرنا ہماری ذمہ داری ہے۔ اجلاس میں وفاقی وزرا اور اعلیٰ حکام نے شرکت کی اور مختلف امور پر تفصیلی بریفنگ دی گئی۔ وزیراعظم شہباز شریف نے کہا ہے کہ پاکستان خطے میں امن اور استحکام کا خواہاں ہے اور ہمسایہ ممالک کے ساتھ برابری کی بنیاد پر تعلقات چاہتا ہے، انہوں نے کہا کہ معیشت کی بحالی حکومت کی اولین ترجیح ہے اور مہنگائی میں کمی کے لیے ہر ممکن اقدامات کیے جا رہے ہیں، عوام کو ریلیف فراہم کرنا ہماری ذمہ داری ہے۔ اجلاس میں وفاقی وزرا اور اعلیٰ حکام نے شرکت کی اور مختلف امور پر تفصیلی بریفنگ دی گئی۔ وزیراعظم شہباز شریف نے کہا ہے کہ پاکستان خطے میں امن اور استحکام کا خواہاں ہے اور ہمسایہ ممالک کے ساتھ برابری کی بنیاد پر تعلقات چاہتا ہے، انہوں نے کہا کہ معیشت کی بحالی حکومت کی اولین ترجیح ہے اور مہنگائی میں کمی کے لیے ہر ممکن اقدامات کیے جا رہے ہیں، عوام کو ریلیف فراہم کرنا ہماری ذمہ داری ہے۔ اجلاس میں وفاقی وزرا اور اعلیٰ حکام نے شرکت کی اور مختلف امور پر تفصیلی بریفنگ دی گئی۔ وزیراعظم شہباز شریف نے کہا ہے کہ پاکستان خطے میں امن اور استحکام کا خواہاں ہے اور ہمسایہ ممالک کے ساتھ برابری کی بنیاد پر تعلقات چاہتا ہے، انہوں نے کہا کہ معیشت کی بحالی حکومت کی اولین ترجیح ہے اور مہنگائی میں کمی کے لیے ہر ممکن اقدامات کیے جا رہے ہیں، عوام کو ریلیف فراہم کرنا ہماری ذمہ داری ہے۔ اجلاس میں وفاقی وزرا اور اعلیٰ حکام نے شرکت کی اور مختلف امور پر تفصیلی بریفنگ دی گئی۔ وزیراعظم شہباز شریف نے کہا ہے کہ پاکستان خطے میں امن اور استحکام کا خواہاں ہے اور ہمسایہ ممالک کے ساتھ برابری کی بنیاد پر تعلقات چاہتا ہے، انہوں نے کہا کہ معیشت کی بحالی حکومت کی اولین ترجیح ہے اور مہنگائی میں کمی کے لیے ہر ممکن اقدامات کیے جا رہے ہیں، عوام کو ریلیف فراہم کرنا ہماری ذمہ داری ہے۔ اجلاس میں وفاقی وزرا اور اعلیٰ حکام نے شرکت کی اور مختلف امور پر تفصیلی بریفنگ دی گئی۔ وزیراعظم شہباز شریف نے کہا ہے کہ پاکستان خطے میں امن اور استحکام کا خواہاں ہے اور ہمسایہ ممالک کے ساتھ برابری کی بنیاد پر تعلقات چاہتا ہے، انہوں نے کہا کہ معیشت کی بحالی حکومت کی اولین ترجیح ہے اور مہنگائی میں کمی کے لیے ہر ممکن اقدامات کیے جا رہے ہیں، عوام کو ریلیف فراہم کرنا ہماری ذمہ داری ہے۔ اجلاس میں وفاقی وزرا اور اعلیٰ حکام نے شرکت کی اور مختلف امور پر تفصیلی بریفنگ دی گئی۔	[6, 1243, 145, 2016]
badge-number: 14	[789, 549, 812, 564]
continuation-block	[296, 22, 435, 394]
badge-subtitle: سب نیوز	[676, 1632, 693, 1652]
badge-number: 44	[208, 1044, 230, 1058]
badge-word: بقیہ	[406, 1193, 434, 1208]
continuation-block	[296, 396, 435, 674]
badge-subtitle: سب نیوز	[967, 22, 984, 41]
badge-word: بقیہ	[551, 1979, 579, 1994]
badge-number: 22	[644, 1076, 666, 1090]
badge-subtitle: سب نیوز	[967, 977, 984, 997]
article-text: وزارت خارجہ کے ترجمان نے ہفتہ وار بریفنگ میں بتایا کہ فلسطین کے مسئلے پر پاکستان کا موقف واضح ہے، غزہ میں فوری جنگ بندی اور انسانی امداد کی فراہمی یقینی بنائی جائے، اقوام متحدہ کی قراردادوں پر عملدرآمد ناگزیر ہے۔ عدالت نے کیس کی سماعت ملتوی کرتے ہوئے فریقین سے جواب طلب کر لیا، درخواست گزار کے وکیل نے موقف اختیار کیا کہ معاملہ عوامی مفاد کا ہے۔ وزارت خارجہ کے ترجمان نے ہفتہ وار بریفنگ میں بتایا کہ فلسطین کے مسئلے پر پاکستان کا موقف واضح ہے، غزہ میں فوری جنگ بندی اور انسانی امداد کی فراہمی یقینی بنائی جائے، اقوام متحدہ کی قراردادوں پر عملدرآمد ناگزیر ہے۔ عدالت نے کیس کی سماعت ملتوی کرتے ہوئے فریقین سے جواب طلب کر لیا، درخواست گزار کے وکیل نے موقف اختیار کیا کہ معاملہ عوامی مفاد کا ہے۔ وزارت خارجہ کے ترجمان نے ہفتہ وار بریفنگ میں بتایا کہ فلسطین کے مسئلے پر پاکستان کا موقف واضح ہے، غزہ میں فوری جنگ بندی اور انسانی امداد کی فراہمی یقینی بنائی جائے، اقوام متحدہ کی قراردادوں پر عملدرآمد ناگزیر ہے۔ عدالت نے کیس کی سماعت ملتوی کرتے ہوئے فریقین سے جواب طلب کر لیا، درخواست گزار کے وکیل نے موقف اختیار کیا کہ معاملہ عوامی مفاد کا ہے۔ وزارت خارجہ کے ترجمان نے ہفتہ وار بریفنگ میں بتایا کہ فلسطین کے مسئلے پر پاکستان کا موقف واضح ہے، غزہ میں فوری جنگ بندی اور انسانی امداد کی فراہمی یقینی بنائی جائے، اقوام متحدہ کی قراردادوں پر عملدرآمد ناگزیر ہے۔ عدالت نے کیس کی سماعت ملتوی کرتے ہوئے فریقین سے جواب طلب کر لیا، درخواست گزار کے وکیل نے موقف اختیار کیا کہ معاملہ عوامی مفاد کا ہے۔	[732, 568, 871, 1036]
continuation-block	[878, 1397, 1016, 1770]
continuation-badge	[207, 1673, 290, 1693]
continuation-block	[296, 1599, 435, 1854]
continuation-block	[441, 1977, 580, 2232]
badge-number: 48	[62, 1224, 85, 1238]
badge-subtitle: سب نیوز	[385, 676, 403, 696]
continuation-badge	[933, 174, 1016, 190]
continuation-badge	[933, 314, 1016, 330]
badge-subtitle: سب نیوز	[967, 312, 984, 332]
badge-word: بقیہ	[261, 24, 289, 38]
news-column-5	[293, 22, 438, 2508]
article-text: وزیراعظم شہباز شریف نے کہا ہے کہ پاکستان خطے میں امن اور استحکام کا خواہاں ہے اور ہمسایہ ممالک کے ساتھ برابری کی بنیاد پر تعلقات چاہتا ہے، انہوں نے کہا کہ معیشت کی بحالی حکومت کی اولین ترجیح ہے اور مہنگائی میں کمی کے لیے ہر ممکن اقدامات کیے جا رہے ہیں، عوام کو ریلیف فراہم کرنا ہماری ذمہ داری ہے۔ اجلاس میں وفاقی وزرا اور اعلیٰ حکام نے شرکت کی اور مختلف امور پر تفصیلی بریفنگ دی گئی۔ وزیراعظم شہباز شریف نے کہا ہے کہ پاکستان خطے میں امن اور استحکام کا خواہاں ہے اور ہمسایہ ممالک کے ساتھ برابری کی بنیاد پر تعلقات چاہتا ہے، انہوں نے کہا کہ معیشت کی بحالی حکومت کی اولین ترجیح ہے اور مہنگائی میں کمی کے لیے ہر ممکن اقدامات کیے جا رہے ہیں، عوام کو ریلیف فراہم کرنا ہماری ذمہ داری ہے۔ اجلاس میں وفاقی وزرا اور اعلیٰ حکام نے شرکت کی اور مختلف امور پر تفصیلی بریفنگ دی گئی۔	[877, 1137, 1016, 1394]
badge-number: 15	[789, 1042, 812, 1056]
continuation-block	[441, 1309, 580, 1975]
badge-word: بقیہ	[115, 1224, 144, 1238]
badge-word: بقیہ	[697, 1076, 725, 1090]
article-text: وزیراعظم شہباز شریف نے کہا ہے کہ پاکستان خطے میں امن اور استحکام کا خواہاں ہے اور ہمسایہ ممالک کے ساتھ برابری کی بنیاد پر تعلقات چاہتا ہے، انہوں نے کہا کہ معیشت کی بحالی حکومت کی اولین ترجیح ہے اور مہنگائی میں کمی کے لیے ہر ممکن اقدامات کیے جا رہے ہیں، عوام کو ریلیف فراہم کرنا ہماری ذمہ داری ہے۔ اجلاس میں وفاقی وزرا اور اعلیٰ حکام نے شرکت کی اور مختلف امور پر تفصیلی بریفنگ دی گئی۔	[877, 590, 1016, 717]
badge-subtitle: سب نیوز	[967, 2438, 984, 2458]
continuation-badge	[788, 1041, 871, 1057]
badge-subtitle: سب نیوز	[240, 1673, 258, 1693]
continuation-block	[732, 547, 871, 1037]
continuation-badge	[62, 731, 144, 747]
badge-word: بقیہ	[842, 1042, 870, 1056]
badge-subtitle: سب نیوز	[822, 22, 838, 41]
article-text: وزارت خارجہ کے ترجمان نے ہفتہ وار بریفنگ میں بتایا کہ فلسطین کے مسئلے پر پاکستان کا موقف واضح ہے، غزہ میں فوری جنگ بندی اور انسانی امداد کی فراہمی یقینی بنائی جائے، اقوام متحدہ کی قراردادوں پر عملدرآمد ناگزیر ہے۔ عدالت نے کیس کی سماعت ملتوی کرتے ہوئے فریقین سے جواب طلب کر لیا، درخواست گزار کے وکیل نے موقف اختیار کیا کہ معاملہ عوامی مفاد کا ہے۔ وزارت خارجہ کے ترجمان نے ہفتہ وار بریفنگ میں بتایا کہ فلسطین کے مسئلے پر پاکستان کا موقف واضح ہے، غزہ میں فوری جنگ بندی اور انسانی امداد کی فراہمی یقینی بنائی جائے، اقوام متحدہ کی قراردادوں پر عملدرآمد ناگزیر ہے۔ عدالت نے کیس کی سماعت ملتوی کرتے ہوئے فریقین سے جواب طلب کر لیا، درخواست گزار کے وکیل نے موقف اختیار کیا کہ معاملہ عوامی مفاد کا ہے۔ وزارت خارجہ کے ترجمان نے ہفتہ وار بریفنگ میں بتایا کہ فلسطین کے مسئلے پر پاکستان کا موقف واضح ہے، غزہ میں فوری جنگ بندی اور انسانی امداد کی فراہمی یقینی بنائی جائے، اقوام متحدہ کی قراردادوں پر عملدرآمد ناگزیر ہے۔ عدالت نے کیس کی سماعت ملتوی کرتے ہوئے فریقین سے جواب طلب کر لیا، درخواست گزار کے وکیل نے موقف اختیار کیا کہ معاملہ عوامی مفاد کا ہے۔	[732, 1998, 871, 2348]
badge-word: بقیہ	[697, 24, 725, 38]
continuation-block	[151, 631, 290, 1039]
continuation-badge	[788, 549, 871, 565]
article-text: صوبائی حکومت نے ترقیاتی منصوبوں کے لیے اربوں روپے کے فنڈز جاری کر دیے، سڑکوں، اسپتالوں اور تعلیمی اداروں کی تعمیر جاری ہے، وزیراعلیٰ نے ہدایت کی کہ منصوبے مقررہ مدت میں مکمل کیے جائیں۔ اسٹیٹ بینک کے مطابق زرمبادلہ کے ذخائر میں اضافہ ہوا ہے جبکہ ترسیلات زر میں بھی نمایاں بہتری دیکھی گئی ہے، ماہرین کے مطابق معاشی اشاریے مثبت سمت میں جا رہے ہیں۔	[296, 1072, 436, 1187]
badge-word: بقیہ	[406, 1858, 434, 1873]
continuation-block	[878, 312, 1016, 567]
badge-word: بقیہ	[987, 1399, 1015, 1414]
badge-subtitle: سب نیوز	[676, 676, 693, 696]
badge-subtitle: سب نیوز	[240, 1041, 258, 1060]
badge-word: بقیہ	[406, 398, 434, 413]
continuation-badge	[643, 398, 726, 414]
badge-subtitle: سب نیوز	[676, 933, 693, 953]
badge-number: 40	[353, 1858, 375, 1873]
badge-word: بقیہ	[697, 2045, 725, 2059]
badge-subtitle: سب نیوز	[822, 396, 838, 416]
badge-subtitle: سب نیوز	[385, 1856, 403, 1876]
badge-number: 09	[934, 571, 957, 586]
badge-word: بقیہ	[842, 549, 870, 564]
badge-word: بقیہ	[987, 980, 1015, 994]
badge-subtitle: سب نیوز	[967, 1116, 984, 1136]
continuation-badge	[643, 23, 726, 39]
badge-word: بقیہ	[987, 1119, 1015, 1134]
article-text: وزیراعظم شہباز شریف نے کہا ہے کہ پاکستان خطے میں امن اور استحکام کا خواہاں ہے اور ہمسایہ ممالک کے ساتھ برابری کی بنیاد پر تعلقات چاہتا ہے، انہوں نے کہا کہ معیشت کی بحالی حکومت کی اولین ترجیح ہے اور مہنگائی میں کمی کے لیے ہر ممکن اقدامات کیے جا رہے ہیں، عوام کو ریلیف فراہم کرنا ہماری ذمہ داری ہے۔ اجلاس میں وفاقی وزرا اور اعلیٰ حکام نے شرکت کی اور مختلف امور پر تفصیلی بریفنگ دی گئی۔ وزیراعظم شہباز شریف نے کہا ہے کہ پاکستان خطے میں امن اور استحکام کا خواہاں ہے اور ہمسایہ ممالک کے ساتھ برابری کی بنیاد پر تعلقات چاہتا ہے، انہوں نے کہا کہ معیشت کی بحالی حکومت کی اولین ترجیح ہے اور مہنگائی میں کمی کے لیے ہر ممکن اقدامات کیے جا رہے ہیں، عوام کو ریلیف فراہم کرنا ہماری ذمہ داری ہے۔ اجلاس میں وفاقی وزرا اور اعلیٰ حکام نے شرکت کی اور مختلف امور پر تفصیلی بریفنگ دی گئی۔	[586, 1094, 726, 1350]
badge-subtitle: سب نیوز	[531, 396, 548, 416]
continuation-badge	[933, 569, 1016, 589]
continuation-block	[732, 1039, 871, 1177]
badge-word: بقیہ	[697, 1495, 725, 1510]
badge-number: 20	[644, 679, 666, 694]
article-text: وزارت خارجہ کے ترجمان نے ہفتہ وار بریفنگ میں بتایا کہ فلسطین کے مسئلے پر پاکستان کا موقف واضح ہے، غزہ میں فوری جنگ بندی اور انسانی امداد کی فراہمی یقینی بنائی جائے، اقوام متحدہ کی قراردادوں پر عملدرآمد ناگزیر ہے۔ عدالت نے کیس کی سماعت ملتوی کرتے ہوئے فریقین سے جواب طلب کر لیا، درخواست گزار کے وکیل نے موقف اختیار کیا کہ معاملہ عوامی مفاد کا ہے۔ وزارت خارجہ کے ترجمان نے ہفتہ وار بریفنگ میں بتایا کہ فلسطین کے مسئلے پر پاکستان کا موقف واضح ہے، غزہ میں فوری جنگ بندی اور انسانی امداد کی فراہمی یقینی بنائی جائے، اقوام متحدہ کی قراردادوں پر عملدرآمد ناگزیر ہے۔ عدالت نے کیس کی سماعت ملتوی کرتے ہوئے فریقین سے جواب طلب کر لیا، درخواست گزار کے وکیل نے موقف اختیار کیا کہ معاملہ عوامی مفاد کا ہے۔	[151, 1062, 290, 1295]
badge-number: 10	[934, 980, 957, 994]
badge-number: 19	[644, 398, 666, 413]
article-text: صوبائی حکومت نے ترقیاتی منصوبوں کے لیے اربوں روپے کے فنڈز جاری کر دیے، سڑکوں، اسپتالوں اور تعلیمی اداروں کی تعمیر جاری ہے، وزیراعلیٰ نے ہدایت کی کہ منصوبے مقررہ مدت میں مکمل کیے جائیں۔ اسٹیٹ بینک کے مطابق زرمبادلہ کے ذخائر میں اضافہ ہوا ہے جبکہ ترسیلات زر میں بھی نمایاں بہتری دیکھی گئی ہے، ماہرین کے مطابق معاشی اشاریے مثبت سمت میں جا رہے ہیں۔ صوبائی حکومت نے ترقیاتی منصوبوں کے لیے اربوں روپے کے فنڈز جاری کر دیے، سڑکوں، اسپتالوں اور تعلیمی اداروں کی تعمیر جاری ہے، وزیراعلیٰ نے ہدایت کی کہ منصوبے مقررہ مدت میں مکمل کیے جائیں۔ اسٹیٹ بینک کے مطابق زرمبادلہ کے ذخائر میں اضافہ ہوا ہے جبکہ ترسیلات زر میں بھی نمایاں بہتری دیکھی گئی ہے، ماہرین کے مطابق معاشی اشاریے مثبت سمت میں جا رہے ہیں۔	[296, 1619, 436, 1852]
badge-word: بقیہ	[551, 24, 579, 38]
badge-word: بقیہ	[987, 723, 1015, 737]
continuation-block	[732, 1179, 871, 1974]
article-text: وزیراعظم شہباز شریف نے کہا ہے کہ پاکستان خطے میں امن اور استحکام کا خواہاں ہے اور ہمسایہ ممالک کے ساتھ برابری کی بنیاد پر تعلقات چاہتا ہے، انہوں نے کہا کہ معیشت کی بحالی حکومت کی اولین ترجیح ہے اور مہنگائی میں کمی کے لیے ہر ممکن اقدامات کیے جا رہے ہیں، عوام کو ریلیف فراہم کرنا ہماری ذمہ داری ہے۔ اجلاس میں وفاقی وزرا اور اعلیٰ حکام نے شرکت کی اور مختلف امور پر تفصیلی بریفنگ دی گئی۔ وزیراعظم شہباز شریف نے کہا ہے کہ پاکستان خطے میں امن اور استحکام کا خواہاں ہے اور ہمسایہ ممالک کے ساتھ برابری کی بنیاد پر تعلقات چاہتا ہے، انہوں نے کہا کہ معیشت کی بحالی حکومت کی اولین ترجیح ہے اور مہنگائی میں کمی کے لیے ہر ممکن اقدامات کیے جا رہے ہیں، عوام کو ریلیف فراہم کرنا ہماری ذمہ داری ہے۔ اجلاس میں وفاقی وزرا اور اعلیٰ حکام نے شرکت کی اور مختلف امور پر تفصیلی بریفنگ دی گئی۔ وزیراعظم شہباز شریف نے کہا ہے کہ پاکستان خطے میں امن اور استحکام کا خواہاں ہے اور ہمسایہ ممالک کے ساتھ برابری کی بنیاد پر تعلقات چاہتا ہے، انہوں نے کہا کہ معیشت کی بحالی حکومت کی اولین ترجیح ہے اور مہنگائی میں کمی کے لیے ہر ممکن اقدامات کیے جا رہے ہیں، عوام کو ریلیف فراہم کرنا ہماری ذمہ داری ہے۔ اجلاس میں وفاقی وزرا اور اعلیٰ حکام نے شرکت کی اور مختلف امور پر تفصیلی بریفنگ دی گئی۔ وزیراعظم شہباز شریف نے کہا ہے کہ پاکستان خطے میں امن اور استحکام کا خواہاں ہے اور ہمسایہ ممالک کے ساتھ برابری کی بنیاد پر تعلقات چاہتا ہے، انہوں نے کہا کہ معیشت کی بحالی حکومت کی اولین ترجیح ہے اور مہنگائی میں کمی کے لیے ہر ممکن اقدامات کیے جا رہے ہیں، عوام کو ریلیف فراہم کرنا ہماری ذمہ داری ہے۔ اجلاس میں وفاقی وزرا اور اعلیٰ حکام نے شرکت کی اور مختلف امور پر تفصیلی بریفنگ دی گئی۔ وزیراعظم شہباز شریف نے کہا ہے کہ پاکستان خطے میں امن اور استحکام کا خواہاں ہے اور ہمسایہ ممالک کے ساتھ برابری کی بنیاد پر تعلقات چاہتا ہے، انہوں نے کہا کہ معیشت کی بحالی حکومت کی اولین ترجیح ہے اور مہنگائی میں کمی کے لیے ہر ممکن اقدامات کیے جا رہے ہیں، عوام کو ریلیف فراہم کرنا ہماری ذمہ داری ہے۔ اجلاس میں وفاقی وزرا اور اعلیٰ حکام نے شرکت کی اور مختلف امور پر تفصیلی بریفنگ دی گئی۔	[441, 1329, 581, 1974]
continuation-badge	[352, 1053, 435, 1069]
news-column-4	[438, 22, 583, 2231]
badge-subtitle: سب نیوز	[531, 1976, 548, 1996]
article-text: وزیراعظم شہباز شریف نے کہا ہے کہ پاکستان خطے میں امن اور استحکام کا خواہاں ہے اور ہمسایہ ممالک کے ساتھ برابری کی بنیاد پر تعلقات چاہتا ہے، انہوں نے کہا کہ معیشت کی بحالی حکومت کی اولین ترجیح ہے اور مہنگائی میں کمی کے لیے ہر ممکن اقدامات کیے جا رہے ہیں، عوام کو ریلیف فراہم کرنا ہماری ذمہ داری ہے۔ اجلاس میں وفاقی وزرا اور اعلیٰ حکام نے شرکت کی اور مختلف امور پر تفصیلی بریفنگ دی گئی۔ وزیراعظم شہباز شریف نے کہا ہے کہ پاکستان خطے میں امن اور استحکام کا خواہاں ہے اور ہمسایہ ممالک کے ساتھ برابری کی بنیاد پر تعلقات چاہتا ہے، انہوں نے کہا کہ معیشت کی بحالی حکومت کی اولین ترجیح ہے اور مہنگائی میں کمی کے لیے ہر ممکن اقدامات کیے جا رہے ہیں، عوام کو ریلیف فراہم کرنا ہماری ذمہ داری ہے۔ اجلاس میں وفاقی وزرا اور اعلیٰ حکام نے شرکت کی اور مختلف امور پر تفصیلی بریفنگ دی گئی۔	[296, 417, 436, 674]
continuation-badge	[788, 1180, 871, 1196]
badge-word: بقیہ	[406, 2139, 434, 2154]
badge-word: بقیہ	[551, 1311, 579, 1325]
continuation-badge	[933, 1773, 1016, 1789]
badge-number: 41	[353, 2139, 375, 2154]
badge-subtitle: سب نیوز	[822, 1179, 838, 1198]
continuation-block	[151, 22, 290, 629]
badge-number: 28	[499, 398, 521, 413]
continuation-block	[296, 1342, 435, 1597]
article-text: وزارت خارجہ کے ترجمان نے ہفتہ وار بریفنگ میں بتایا کہ فلسطین کے مسئلے پر پاکستان کا موقف واضح ہے، غزہ میں فوری جنگ بندی اور انسانی امداد کی فراہمی یقینی بنائی جائے، اقوام متحدہ کی قراردادوں پر عملدرآمد ناگزیر ہے۔ عدالت نے کیس کی سماعت ملتوی کرتے ہوئے فریقین سے جواب طلب کر لیا، درخواست گزار کے وکیل نے موقف اختیار کیا کہ معاملہ عوامی مفاد کا ہے۔ وزارت خارجہ کے ترجمان نے ہفتہ وار بریفنگ میں بتایا کہ فلسطین کے مسئلے پر پاکستان کا موقف واضح ہے، غزہ میں فوری جنگ بندی اور انسانی امداد کی فراہمی یقینی بنائی جائے، اقوام متحدہ کی قراردادوں پر عملدرآمد ناگزیر ہے۔ عدالت نے کیس کی سماعت ملتوی کرتے ہوئے فریقین سے جواب طلب کر لیا، درخواست گزار کے وکیل نے موقف اختیار کیا کہ معاملہ عوامی مفاد کا ہے۔	[586, 2063, 726, 2296]
badge-word: بقیہ	[842, 1979, 870, 1994]
badge-number: 06	[934, 2031, 957, 2045]
badge-subtitle: سب نیوز	[531, 676, 548, 696]
badge-number: 26	[644, 2045, 666, 2059]
badge-word: بقیہ	[261, 1044, 289, 1058]
article-text: صوبائی حکومت نے ترقیاتی منصوبوں کے لیے اربوں روپے کے فنڈز جاری کر دیے، سڑکوں، اسپتالوں اور تعلیمی اداروں کی تعمیر جاری ہے، وزیراعلیٰ نے ہدایت کی کہ منصوبے مقررہ مدت میں مکمل کیے جائیں۔ اسٹیٹ بینک کے مطابق زرمبادلہ کے ذخائر میں اضافہ ہوا ہے جبکہ ترسیلات زر میں بھی نمایاں بہتری دیکھی گئی ہے، ماہرین کے مطابق معاشی اشاریے مثبت سمت میں جا رہے ہیں۔	[586, 954, 726, 1070]
badge-subtitle: سب نیوز	[822, 1976, 838, 1996]
continuation-badge	[643, 1634, 726, 1650]
continuation-badge	[788, 1976, 871, 1996]
article-text: صوبائی حکومت نے ترقیاتی منصوبوں کے لیے اربوں روپے کے فنڈز جاری کر دیے، سڑکوں، اسپتالوں اور تعلیمی اداروں کی تعمیر جاری ہے، وزیراعلیٰ نے ہدایت کی کہ منصوبے مقررہ مدت میں مکمل کیے جائیں۔ اسٹیٹ بینک کے مطابق زرمبادلہ کے ذخائر میں اضافہ ہوا ہے جبکہ ترسیلات زر میں بھی نمایاں بہتری دیکھی گئی ہے، ماہرین کے مطابق معاشی اشاریے مثبت سمت میں جا رہے ہیں۔ صوبائی حکومت نے ترقیاتی منصوبوں کے لیے اربوں روپے کے فنڈز جاری کر دیے، سڑکوں، اسپتالوں اور تعلیمی اداروں کی تعمیر جاری ہے، وزیراعلیٰ نے ہدایت کی کہ منصوبے مقررہ مدت میں مکمل کیے جائیں۔ اسٹیٹ بینک کے مطابق زرمبادلہ کے ذخائر میں اضافہ ہوا ہے جبکہ ترسیلات زر میں بھی نمایاں بہتری دیکھی گئی ہے، ماہرین کے مطابق معاشی اشاریے مثبت سمت میں جا رہے ہیں۔	[877, 333, 1016, 566]
badge-subtitle: سب نیوز	[967, 2029, 984, 2048]
badge-number: 11	[934, 1399, 957, 1414]
article-text: وزیراعظم شہباز شریف نے کہا ہے کہ پاکستان خطے میں امن اور استحکام کا خواہاں ہے اور ہمسایہ ممالک کے ساتھ برابری کی بنیاد پر تعلقات چاہتا ہے، انہوں نے کہا کہ معیشت کی بحالی حکومت کی اولین ترجیح ہے اور مہنگائی میں کمی کے لیے ہر ممکن اقدامات کیے جا رہے ہیں، عوام کو ریلیف فراہم کرنا ہماری ذمہ داری ہے۔ اجلاس میں وفاقی وزرا اور اعلیٰ حکام نے شرکت کی اور مختلف امور پر تفصیلی بریفنگ دی گئی۔ وزیراعظم شہباز شریف نے کہا ہے کہ پاکستان خطے میں امن اور استحکام کا خواہاں ہے اور ہمسایہ ممالک کے ساتھ برابری کی بنیاد پر تعلقات چاہتا ہے، انہوں نے کہا کہ معیشت کی بحالی حکومت کی اولین ترجیح ہے اور مہنگائی میں کمی کے لیے ہر ممکن اقدامات کیے جا رہے ہیں، عوام کو ریلیف فراہم کرنا ہماری ذمہ داری ہے۔ اجلاس میں وفاقی وزرا اور اعلیٰ حکام نے شرکت کی اور مختلف امور پر تفصیلی بریفنگ دی گئی۔ وزیراعظم شہباز شریف نے کہا ہے کہ پاکستان خطے میں امن اور استحکام کا خواہاں ہے اور ہمسایہ ممالک کے ساتھ برابری کی بنیاد پر تعلقات چاہتا ہے، انہوں نے کہا کہ معیشت کی بحالی حکومت کی اولین ترجیح ہے اور مہنگائی میں کمی کے لیے ہر ممکن اقدامات کیے جا رہے ہیں، عوام کو ریلیف فراہم کرنا ہماری ذمہ داری ہے۔ اجلاس میں وفاقی وزرا اور اعلیٰ حکام نے شرکت کی اور مختلف امور پر تفصیلی بریفنگ دی گئی۔	[151, 653, 290, 1038]
continuation-badge	[788, 398, 871, 414]
news-column-6	[147, 22, 293, 2080]
continuation-block	[878, 569, 1016, 718]
badge-number: 29	[499, 679, 521, 694]
continuation-block	[878, 1772, 1016, 2027]
badge-subtitle: سب نیوز	[676, 1493, 693, 1513]
continuation-badge	[933, 2440, 1016, 2456]
continuation-block	[6, 729, 144, 1219]
badge-word: بقیہ	[115, 732, 144, 746]
badge-subtitle: سب نیوز	[531, 1051, 548, 1071]
continuation-block	[441, 677, 580, 1050]
continuation-block	[732, 22, 871, 394]
badge-subtitle: سب نیوز	[822, 547, 838, 567]
continuation-block	[587, 2043, 726, 2297]
article-text: وزارت خارجہ کے ترجمان نے ہفتہ وار بریفنگ میں بتایا کہ فلسطین کے مسئلے پر پاکستان کا موقف واضح ہے، غزہ میں فوری جنگ بندی اور انسانی امداد کی فراہمی یقینی بنائی جائے، اقوام متحدہ کی قراردادوں پر عملدرآمد ناگزیر ہے۔ عدالت نے کیس کی سماعت ملتوی کرتے ہوئے فریقین سے جواب طلب کر لیا، درخواست گزار کے وکیل نے موقف اختیار کیا کہ معاملہ عوامی مفاد کا ہے۔ وزارت خارجہ کے ترجمان نے ہفتہ وار بریفنگ میں بتایا کہ فلسطین کے مسئلے پر پاکستان کا موقف واضح ہے، غزہ میں فوری جنگ بندی اور انسانی امداد کی فراہمی یقینی بنائی جائے، اقوام متحدہ کی قراردادوں پر عملدرآمد ناگزیر ہے۔ عدالت نے کیس کی سماعت ملتوی کرتے ہوئے فریقین سے جواب طلب کر لیا، درخواست گزار کے وکیل نے موقف اختیار کیا کہ معاملہ عوامی مفاد کا ہے۔ وزارت خارجہ کے ترجمان نے ہفتہ وار بریفنگ میں بتایا کہ فلسطین کے مسئلے پر پاکستان کا موقف واضح ہے، غزہ میں فوری جنگ بندی اور انسانی امداد کی فراہمی یقینی بنائی جائے، اقوام متحدہ کی قراردادوں پر عملدرآمد ناگزیر ہے۔ عدالت نے کیس کی سماعت ملتوی کرتے ہوئے فریقین سے جواب طلب کر لیا، درخواست گزار کے وکیل نے موقف اختیار کیا کہ معاملہ عوامی مفاد کا ہے۔ وزارت خارجہ کے ترجمان نے ہفتہ وار بریفنگ میں بتایا کہ فلسطین کے مسئلے پر پاکستان کا موقف واضح ہے، غزہ میں فوری جنگ بندی اور انسانی امداد کی فراہمی یقینی بنائی جائے، اقوام متحدہ کی قراردادوں پر عملدرآمد ناگزیر ہے۔ عدالت نے کیس کی سماعت ملتوی کرتے ہوئے فریقین سے جواب طلب کر لیا، درخواست گزار کے وکیل نے موقف اختیار کیا کہ معاملہ عوامی مفاد کا ہے۔ وزارت خارجہ کے ترجمان نے ہفتہ وار بریفنگ میں بتایا کہ فلسطین کے مسئلے پر پاکستان کا موقف واضح ہے، غزہ میں فوری جنگ بندی اور انسانی امداد کی فراہمی یقینی بنائی جائے، اقوام متحدہ کی قراردادوں پر عملدرآمد ناگزیر ہے۔ عدالت نے کیس کی سماعت ملتوی کرتے ہوئے فریقین سے جواب طلب کر لیا، درخواست گزار کے وکیل نے موقف اختیار کیا کہ معاملہ عوامی مفاد کا ہے۔ وزارت خارجہ کے ترجمان نے ہفتہ وار بریفنگ میں بتایا کہ فلسطین کے مسئلے پر پاکستان کا موقف واضح ہے، غزہ میں فوری جنگ بندی اور انسانی امداد کی فراہمی یقینی بنائی جائے، اقوام متحدہ کی قراردادوں پر عملدرآمد ناگزیر ہے۔ عدالت نے کیس کی سماعت ملتوی کرتے ہوئے فریقین سے جواب طلب کر لیا، درخواست گزار کے وکیل نے موقف اختیار کیا کہ معاملہ عوامی مفاد کا ہے۔	[6, 23, 145, 726]
continuation-badge	[933, 1399, 1016, 1415]
badge-word: بقیہ	[406, 24, 434, 38]
badge-word: بقیہ	[842, 24, 870, 38]
badge-subtitle: سب نیوز	[676, 2042, 693, 2061]
continuation-badge	[643, 1075, 726, 1091]
article-text: وزیراعظم شہباز شریف نے کہا ہے کہ پاکستان خطے میں امن اور استحکام کا خواہاں ہے اور ہمسایہ ممالک کے ساتھ برابری کی بنیاد پر تعلقات چاہتا ہے، انہوں نے کہا کہ معیشت کی بحالی حکومت کی اولین ترجیح ہے اور مہنگائی میں کمی کے لیے ہر ممکن اقدامات کیے جا رہے ہیں، عوام کو ریلیف فراہم کرنا ہماری ذمہ داری ہے۔ اجلاس میں وفاقی وزرا اور اعلیٰ حکام نے شرکت کی اور مختلف امور پر تفصیلی بریفنگ دی گئی۔ وزیراعظم شہباز شریف نے کہا ہے کہ پاکستان خطے میں امن اور استحکام کا خواہاں ہے اور ہمسایہ ممالک کے ساتھ برابری کی بنیاد پر تعلقات چاہتا ہے، انہوں نے کہا کہ معیشت کی بحالی حکومت کی اولین ترجیح ہے اور مہنگائی میں کمی کے لیے ہر ممکن اقدامات کیے جا رہے ہیں، عوام کو ریلیف فراہم کرنا ہماری ذمہ داری ہے۔ اجلاس میں وفاقی وزرا اور اعلیٰ حکام نے شرکت کی اور مختلف امور پر تفصیلی بریفنگ دی گئی۔	[586, 417, 726, 674]
badge-subtitle: سب نیوز	[385, 2136, 403, 2156]
badge-number: 25	[644, 1635, 666, 1649]
article-text: وزیراعظم شہباز شریف نے کہا ہے کہ پاکستان خطے میں امن اور استحکام کا خواہاں ہے اور ہمسایہ ممالک کے ساتھ برابری کی بنیاد پر تعلقات چاہتا ہے، انہوں نے کہا کہ معیشت کی بحالی حکومت کی اولین ترجیح ہے اور مہنگائی میں کمی کے لیے ہر ممکن اقدامات کیے جا رہے ہیں، عوام کو ریلیف فراہم کرنا ہماری ذمہ داری ہے۔ اجلاس میں وفاقی وزرا اور اعلیٰ حکام نے شرکت کی اور مختلف امور پر تفصیلی بریفنگ دی گئی۔	[296, 1211, 436, 1338]
badge-subtitle: سب نیوز	[676, 1073, 693, 1092]
continuation-badge	[498, 398, 581, 414]
masthead-title: روزنامہ سب نیوز 7(3) اکتوبر 2025	[0, 0, 1022, 20]
badge-number: 17	[789, 1979, 812, 1994]
continuation-badge	[643, 1355, 726, 1371]
continuation-badge	[643, 2044, 726, 2060]
article-text: صوبائی حکومت نے ترقیاتی منصوبوں کے لیے اربوں روپے کے فنڈز جاری کر دیے، سڑکوں، اسپتالوں اور تعلیمی اداروں کی تعمیر جاری ہے، وزیراعلیٰ نے ہدایت کی کہ منصوبے مقررہ مدت میں مکمل کیے جائیں۔ اسٹیٹ بینک کے مطابق زرمبادلہ کے ذخائر میں اضافہ ہوا ہے جبکہ ترسیلات زر میں بھی نمایاں بہتری دیکھی گئی ہے، ماہرین کے مطابق معاشی اشاریے مثبت سمت میں جا رہے ہیں۔	[586, 1514, 726, 1629]
continuation-block	[587, 1493, 726, 1630]
badge-word: بقیہ	[987, 571, 1015, 586]
continuation-block	[587, 934, 726, 1071]
article-text: وزیراعظم شہباز شریف نے کہا ہے کہ پاکستان خطے میں امن اور استحکام کا خواہاں ہے اور ہمسایہ ممالک کے ساتھ برابری کی بنیاد پر تعلقات چاہتا ہے، انہوں نے کہا کہ معیشت کی بحالی حکومت کی اولین ترجیح ہے اور مہنگائی میں کمی کے لیے ہر ممکن اقدامات کیے جا رہے ہیں، عوام کو ریلیف فراہم کرنا ہماری ذمہ داری ہے۔ اجلاس میں وفاقی وزرا اور اعلیٰ حکام نے شرکت کی اور مختلف امور پر تفصیلی بریفنگ دی گئی۔ وزیراعظم شہباز شریف نے کہا ہے کہ پاکستان خطے میں امن اور استحکام کا خواہاں ہے اور ہمسایہ ممالک کے ساتھ برابری کی بنیاد پر تعلقات چاہتا ہے، انہوں نے کہا کہ معیشت کی بحالی حکومت کی اولین ترجیح ہے اور مہنگائی میں کمی کے لیے ہر ممکن اقدامات کیے جا رہے ہیں، عوام کو ریلیف فراہم کرنا ہماری ذمہ داری ہے۔ اجلاس میں وفاقی وزرا اور اعلیٰ حکام نے شرکت کی اور مختلف امور پر تفصیلی بریفنگ دی گئی۔ وزیراعظم شہباز شریف نے کہا ہے کہ پاکستان خطے میں امن اور استحکام کا خواہاں ہے اور ہمسایہ ممالک کے ساتھ برابری کی بنیاد پر تعلقات چاہتا ہے، انہوں نے کہا کہ معیشت کی بحالی حکومت کی اولین ترجیح ہے اور مہنگائی میں کمی کے لیے ہر ممکن اقدامات کیے جا رہے ہیں، عوام کو ریلیف فراہم کرنا ہماری ذمہ داری ہے۔ اجلاس میں وفاقی وزرا اور اعلیٰ حکام نے شرکت کی اور مختلف امور پر تفصیلی بریفنگ دی گئی۔ وزیراعظم شہباز شریف نے کہا ہے کہ پاکستان خطے میں امن اور استحکام کا خواہاں ہے اور ہمسایہ ممالک کے ساتھ برابری کی بنیاد پر تعلقات چاہتا ہے، انہوں نے کہا کہ معیشت کی بحالی حکومت کی اولین ترجیح ہے اور مہنگائی میں کمی کے لیے ہر ممکن اقدامات کیے جا رہے ہیں، عوام کو ریلیف فراہم کرنا ہماری ذمہ داری ہے۔ اجلاس میں وفاقی وزرا اور اعلیٰ حکام نے شرکت کی اور مختلف امور پر تفصیلی بریفنگ دی گئی۔ وزیراعظم شہباز شریف نے کہا ہے کہ پاکستان خطے میں امن اور استحکام کا خواہاں ہے اور ہمسایہ ممالک کے ساتھ برابری کی بنیاد پر تعلقات چاہتا ہے، انہوں نے کہا کہ معیشت کی بحالی حکومت کی اولین ترجیح ہے اور مہنگائی میں کمی کے لیے ہر ممکن اقدامات کیے جا رہے ہیں، عوام کو ریلیف فراہم کرنا ہماری ذمہ داری ہے۔ اجلاس میں وفاقی وزرا اور اعلیٰ حکام نے شرکت کی اور مختلف امور پر تفصیلی بریفنگ دی گئی۔ وزیراعظم شہباز شریف نے کہا ہے کہ پاکستان خطے میں امن اور استحکام کا خواہاں ہے اور ہمسایہ ممالک کے ساتھ برابری کی بنیاد پر تعلقات چاہتا ہے، انہوں نے کہا کہ معیشت کی بحالی حکومت کی اولین ترجیح ہے اور مہنگائی میں کمی کے لیے ہر ممکن اقدامات کیے جا رہے ہیں، عوام کو ریلیف فراہم کرنا ہماری ذمہ داری ہے۔ اجلاس میں وفاقی وزرا اور اعلیٰ حکام نے شرکت کی اور مختلف امور پر تفصیلی بریفنگ دی گئی۔	[732, 1200, 871, 1974]
badge-word: بقیہ	[842, 398, 870, 413]
continuation-block	[878, 721, 1016, 976]
news-column-7	[3, 22, 147, 2016]
badge-number: 21	[644, 936, 666, 951]
badge-number: 43	[208, 634, 230, 648]
badge-number: 46	[208, 1675, 230, 1690]
continuation-badge	[933, 722, 1016, 738]
article-text: وزارت خارجہ کے ترجمان نے ہفتہ وار بریفنگ میں بتایا کہ فلسطین کے مسئلے پر پاکستان کا موقف واضح ہے، غزہ میں فوری جنگ بندی اور انسانی امداد کی فراہمی یقینی بنائی جائے، اقوام متحدہ کی قراردادوں پر عملدرآمد ناگزیر ہے۔ عدالت نے کیس کی سماعت ملتوی کرتے ہوئے فریقین سے جواب طلب کر لیا، درخواست گزار کے وکیل نے موقف اختیار کیا کہ معاملہ عوامی مفاد کا ہے۔ وزارت خارجہ کے ترجمان نے ہفتہ وار بریفنگ میں بتایا کہ فلسطین کے مسئلے پر پاکستان کا موقف واضح ہے، غزہ میں فوری جنگ بندی اور انسانی امداد کی فراہمی یقینی بنائی جائے، اقوام متحدہ کی قراردادوں پر عملدرآمد ناگزیر ہے۔ عدالت نے کیس کی سماعت ملتوی کرتے ہوئے فریقین سے جواب طلب کر لیا، درخواست گزار کے وکیل نے موقف اختیار کیا کہ معاملہ عوامی مفاد کا ہے۔ وزارت خارجہ کے ترجمان نے ہفتہ وار بریفنگ میں بتایا کہ فلسطین کے مسئلے پر پاکستان کا موقف واضح ہے، غزہ میں فوری جنگ بندی اور انسانی امداد کی فراہمی یقینی بنائی جائے، اقوام متحدہ کی قراردادوں پر عملدرآمد ناگزیر ہے۔ عدالت نے کیس کی سماعت ملتوی کرتے ہوئے فریقین سے جواب طلب کر لیا، درخواست گزار کے وکیل نے موقف اختیار کیا کہ معاملہ عوامی مفاد کا ہے۔	[296, 698, 436, 1048]
article-text: وزارت خارجہ کے ترجمان نے ہفتہ وار بریفنگ میں بتایا کہ فلسطین کے مسئلے پر پاکستان کا موقف واضح ہے، غزہ میں فوری جنگ بندی اور انسانی امداد کی فراہمی یقینی بنائی جائے، اقوام متحدہ کی قراردادوں پر عملدرآمد ناگزیر ہے۔ عدالت نے کیس کی سماعت ملتوی کرتے ہوئے فریقین سے جواب طلب کر لیا، درخواست گزار کے وکیل نے موقف اختیار کیا کہ معاملہ عوامی مفاد کا ہے۔	[586, 1375, 726, 1489]
continuation-badge	[352, 398, 435, 414]
continuation-block	[587, 1074, 726, 1352]
continuation-badge	[207, 1300, 290, 1316]
continuation-badge	[62, 1223, 144, 1239]
badge-subtitle: سب نیوز	[95, 729, 112, 749]
news-column-2	[729, 22, 874, 2348]
article-text: صوبائی حکومت نے ترقیاتی منصوبوں کے لیے اربوں روپے کے فنڈز جاری کر دیے، سڑکوں، اسپتالوں اور تعلیمی اداروں کی تعمیر جاری ہے، وزیراعلیٰ نے ہدایت کی کہ منصوبے مقررہ مدت میں مکمل کیے جائیں۔ اسٹیٹ بینک کے مطابق زرمبادلہ کے ذخائر میں اضافہ ہوا ہے جبکہ ترسیلات زر میں بھی نمایاں بہتری دیکھی گئی ہے، ماہرین کے مطابق معاشی اشاریے مثبت سمت میں جا رہے ہیں۔ صوبائی حکومت نے ترقیاتی منصوبوں کے لیے اربوں روپے کے فنڈز جاری کر دیے، سڑکوں، اسپتالوں اور تعلیمی اداروں کی تعمیر جاری ہے، وزیراعلیٰ نے ہدایت کی کہ منصوبے مقررہ مدت میں مکمل کیے جائیں۔ اسٹیٹ بینک کے مطابق زرمبادلہ کے ذخائر میں اضافہ ہوا ہے جبکہ ترسیلات زر میں بھی نمایاں بہتری دیکھی گئی ہے، ماہرین کے مطابق معاشی اشاریے مثبت سمت میں جا رہے ہیں۔ صوبائی حکومت نے ترقیاتی منصوبوں کے لیے اربوں روپے کے فنڈز جاری کر دیے، سڑکوں، اسپتالوں اور تعلیمی اداروں کی تعمیر جاری ہے، وزیراعلیٰ نے ہدایت کی کہ منصوبے مقررہ مدت میں مکمل کیے جائیں۔ اسٹیٹ بینک کے مطابق زرمبادلہ کے ذخائر میں اضافہ ہوا ہے جبکہ ترسیلات زر میں بھی نمایاں بہتری دیکھی گئی ہے، ماہرین کے مطابق معاشی اشاریے مثبت سمت میں جا رہے ہیں۔	[151, 1319, 290, 1669]
badge-word: بقیہ	[551, 679, 579, 694]
badge-number: 45	[208, 1301, 230, 1315]
badge-number: 31	[499, 1311, 521, 1325]
column-grid	[3, 22, 1019, 2575]
article-text: وزارت خارجہ کے ترجمان نے ہفتہ وار بریفنگ میں بتایا کہ فلسطین کے مسئلے پر پاکستان کا موقف واضح ہے، غزہ میں فوری جنگ بندی اور انسانی امداد کی فراہمی یقینی بنائی جائے، اقوام متحدہ کی قراردادوں پر عملدرآمد ناگزیر ہے۔ عدالت نے کیس کی سماعت ملتوی کرتے ہوئے فریقین سے جواب طلب کر لیا، درخواست گزار کے وکیل نے موقف اختیار کیا کہ معاملہ عوامی مفاد کا ہے۔ وزارت خارجہ کے ترجمان نے ہفتہ وار بریفنگ میں بتایا کہ فلسطین کے مسئلے پر پاکستان کا موقف واضح ہے، غزہ میں فوری جنگ بندی اور انسانی امداد کی فراہمی یقینی بنائی جائے، اقوام متحدہ کی قراردادوں پر عملدرآمد ناگزیر ہے۔ عدالت نے کیس کی سماعت ملتوی کرتے ہوئے فریقین سے جواب طلب کر لیا، درخواست گزار کے وکیل نے موقف اختیار کیا کہ معاملہ عوامی مفاد کا ہے۔	[441, 1998, 581, 2231]
continuation-badge	[498, 1976, 581, 1996]
badge-subtitle: سب نیوز	[531, 22, 548, 41]
badge-subtitle: سب نیوز	[385, 22, 403, 41]
continuation-block	[6, 22, 144, 727]
badge-subtitle: سب نیوز	[385, 1051, 403, 1071]
